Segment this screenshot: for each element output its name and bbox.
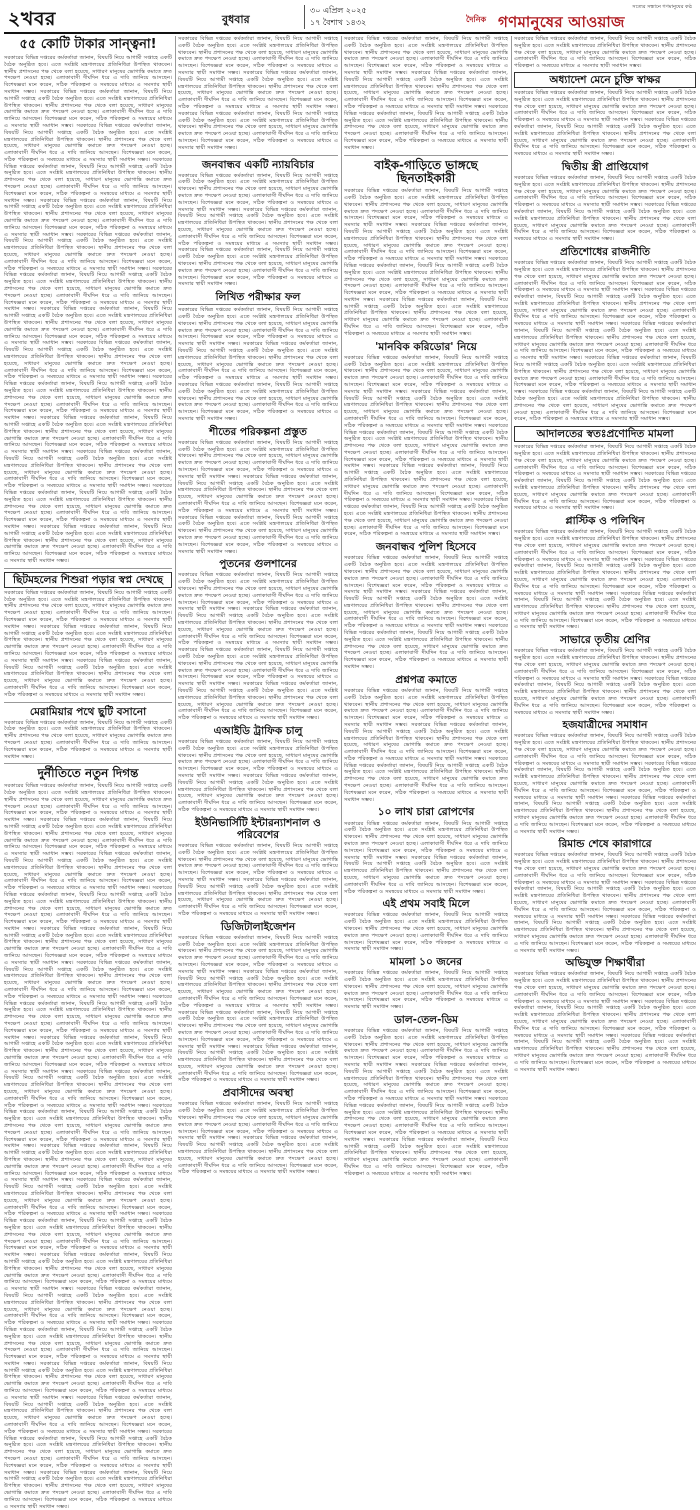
headline: আদালতের স্বতঃপ্রণোদিত মামলা [514,426,696,442]
article-body: সরকারের বিভিন্ন দপ্তরের কর্মকর্তারা জানান, বিষয়টি নিয়ে আগামী সপ্তাহে একটি বৈঠক অনুষ্ঠিত হবে। এতে সংশ্লিষ্ট মন্ত্রণালয়ের প্রতিনিধিরা উপস্থিত থাকবেন। স্থানীয় প্রশাসনের পক্ষ থেকে বলা হয়েছে, সাধারণ মানুষের ভোগান্তি কমাতে দ্রুত পদক্ষেপ নেওয়া হচ্ছে। এলাকাবাসী দীর্ঘদিন ধরে এ দাবি জানিয়ে আসছেন। বিশেষজ্ঞরা মনে করেন, সঠিক পরিকল্পনা ও সমন্বয়ের মাধ্যমে এ সমস্যার স্থায়ী সমাধান সম্ভব। সরকারের বিভিন্ন দপ্তরের কর্মকর্তারা জানান, বিষয়টি নিয়ে আগামী সপ্তাহে একটি বৈঠক অনুষ্ঠিত হবে। এতে সংশ্লিষ্ট মন্ত্রণালয়ের প্রতিনিধিরা উপস্থিত থাকবেন। স্থানীয় প্রশাসনের পক্ষ থেকে বলা হয়েছে, সাধারণ মানুষের ভোগান্তি কমাতে দ্রুত পদক্ষেপ নেওয়া হচ্ছে। এলাকাবাসী দীর্ঘদিন ধরে এ দাবি জানিয়ে আসছেন। বিশেষজ্ঞরা মনে করেন, সঠিক পরিকল্পনা ও সমন্বয়ের মাধ্যমে এ সমস্যার স্থায়ী সমাধান সম্ভব। সরকারের বিভিন্ন দপ্তরের কর্মকর্তারা জানান, বিষয়টি নিয়ে আগামী সপ্তাহে একটি বৈঠক অনুষ্ঠিত হবে। এতে সংশ্লিষ্ট মন্ত্রণালয়ের প্রতিনিধিরা উপস্থিত থাকবেন। স্থানীয় প্রশাসনের পক্ষ থেকে বলা হয়েছে, সাধারণ মানুষের ভোগান্তি কমাতে দ্রুত পদক্ষেপ নেওয়া হচ্ছে। এলাকাবাসী দীর্ঘদিন ধরে এ দাবি জানিয়ে আসছেন। বিশেষজ্ঞরা মনে করেন, সঠিক পরিকল্পনা ও সমন্বয়ের মাধ্যমে এ সমস্যার স্থায়ী সমাধান সম্ভব। সরকারের বিভিন্ন দপ্তরের কর্মকর্তারা জানান, বিষয়টি নিয়ে আগামী সপ্তাহে একটি বৈঠক অনুষ্ঠিত হবে। এতে সংশ্লিষ্ট মন্ত্রণালয়ের প্রতিনিধিরা উপস্থিত থাকবেন। স্থানীয় প্রশাসনের পক্ষ থেকে বলা হয়েছে, সাধারণ মানুষের ভোগান্তি কমাতে দ্রুত পদক্ষেপ নেওয়া হচ্ছে। এলাকাবাসী দীর্ঘদিন ধরে এ দাবি জানিয়ে আসছেন। বিশেষজ্ঞরা মনে করেন, সঠিক পরিকল্পনা ও সমন্বয়ের মাধ্যমে এ সমস্যার স্থায়ী সমাধান সম্ভব। [344,1028,508,1177]
divider [178,155,338,156]
article [514,161,696,243]
article-body: সরকারের বিভিন্ন দপ্তরের কর্মকর্তারা জানান, বিষয়টি নিয়ে আগামী সপ্তাহে একটি বৈঠক অনুষ্ঠিত হবে। এতে সংশ্লিষ্ট মন্ত্রণালয়ের প্রতিনিধিরা উপস্থিত থাকবেন। স্থানীয় প্রশাসনের পক্ষ থেকে বলা হয়েছে, সাধারণ মানুষের ভোগান্তি কমাতে দ্রুত পদক্ষেপ নেওয়া হচ্ছে। এলাকাবাসী দীর্ঘদিন ধরে এ দাবি জানিয়ে আসছেন। বিশেষজ্ঞরা মনে করেন, সঠিক পরিকল্পনা ও সমন্বয়ের মাধ্যমে এ সমস্যার স্থায়ী সমাধান সম্ভব। সরকারের বিভিন্ন দপ্তরের কর্মকর্তারা জানান, বিষয়টি নিয়ে আগামী সপ্তাহে একটি বৈঠক অনুষ্ঠিত হবে। এতে সংশ্লিষ্ট মন্ত্রণালয়ের প্রতিনিধিরা উপস্থিত থাকবেন। স্থানীয় প্রশাসনের পক্ষ থেকে বলা হয়েছে, সাধারণ মানুষের ভোগান্তি কমাতে দ্রুত পদক্ষেপ নেওয়া হচ্ছে। এলাকাবাসী দীর্ঘদিন ধরে এ দাবি জানিয়ে আসছেন। বিশেষজ্ঞরা মনে করেন, সঠিক পরিকল্পনা ও সমন্বয়ের মাধ্যমে এ সমস্যার স্থায়ী সমাধান সম্ভব। [514,444,696,512]
article [178,817,338,918]
article-body: সরকারের বিভিন্ন দপ্তরের কর্মকর্তারা জানান, বিষয়টি নিয়ে আগামী সপ্তাহে একটি বৈঠক অনুষ্ঠিত হবে। এতে সংশ্লিষ্ট মন্ত্রণালয়ের প্রতিনিধিরা উপস্থিত থাকবেন। স্থানীয় প্রশাসনের পক্ষ থেকে বলা হয়েছে, সাধারণ মানুষের ভোগান্তি কমাতে দ্রুত পদক্ষেপ নেওয়া হচ্ছে। এলাকাবাসী দীর্ঘদিন ধরে এ দাবি জানিয়ে আসছেন। বিশেষজ্ঞরা মনে করেন, সঠিক পরিকল্পনা ও সমন্বয়ের মাধ্যমে এ সমস্যার স্থায়ী সমাধান সম্ভব। সরকারের বিভিন্ন দপ্তরের কর্মকর্তারা জানান, বিষয়টি নিয়ে আগামী সপ্তাহে একটি বৈঠক অনুষ্ঠিত হবে। এতে সংশ্লিষ্ট মন্ত্রণালয়ের প্রতিনিধিরা উপস্থিত থাকবেন। স্থানীয় প্রশাসনের পক্ষ থেকে বলা হয়েছে, সাধারণ মানুষের ভোগান্তি কমাতে দ্রুত পদক্ষেপ নেওয়া হচ্ছে। এলাকাবাসী দীর্ঘদিন ধরে এ দাবি জানিয়ে আসছেন। বিশেষজ্ঞরা মনে করেন, সঠিক পরিকল্পনা ও সমন্বয়ের মাধ্যমে এ সমস্যার স্থায়ী সমাধান সম্ভব। সরকারের বিভিন্ন দপ্তরের কর্মকর্তারা জানান, বিষয়টি নিয়ে আগামী সপ্তাহে একটি বৈঠক অনুষ্ঠিত হবে। এতে সংশ্লিষ্ট মন্ত্রণালয়ের প্রতিনিধিরা উপস্থিত থাকবেন। স্থানীয় প্রশাসনের পক্ষ থেকে বলা হয়েছে, সাধারণ মানুষের ভোগান্তি কমাতে দ্রুত পদক্ষেপ নেওয়া হচ্ছে। এলাকাবাসী দীর্ঘদিন ধরে এ দাবি জানিয়ে আসছেন। বিশেষজ্ঞরা মনে করেন, সঠিক পরিকল্পনা ও সমন্বয়ের মাধ্যমে এ সমস্যার স্থায়ী সমাধান সম্ভব। সরকারের বিভিন্ন দপ্তরের কর্মকর্তারা জানান, বিষয়টি নিয়ে আগামী সপ্তাহে একটি বৈঠক অনুষ্ঠিত হবে। এতে সংশ্লিষ্ট মন্ত্রণালয়ের প্রতিনিধিরা উপস্থিত থাকবেন। স্থানীয় প্রশাসনের পক্ষ থেকে বলা হয়েছে, সাধারণ মানুষের ভোগান্তি কমাতে দ্রুত পদক্ষেপ নেওয়া হচ্ছে। এলাকাবাসী দীর্ঘদিন ধরে এ দাবি জানিয়ে আসছেন। বিশেষজ্ঞরা মনে করেন, সঠিক পরিকল্পনা ও সমন্বয়ের মাধ্যমে এ সমস্যার স্থায়ী সমাধান সম্ভব। [344,188,508,337]
article [514,838,696,954]
date-bangla: ১৭ বৈশাখ ১৪৩২ [310,18,367,27]
logo-name: গণমানুষের আওয়াজ [498,13,625,31]
column-rule [175,36,176,904]
article [344,341,508,539]
headline: মেরামিয়ার পথে ছুটি বসানো [29,705,147,718]
article-body: সরকারের বিভিন্ন দপ্তরের কর্মকর্তারা জানান, বিষয়টি নিয়ে আগামী সপ্তাহে একটি বৈঠক অনুষ্ঠিত হবে। এতে সংশ্লিষ্ট মন্ত্রণালয়ের প্রতিনিধিরা উপস্থিত থাকবেন। স্থানীয় প্রশাসনের পক্ষ থেকে বলা হয়েছে, সাধারণ মানুষের ভোগান্তি কমাতে দ্রুত পদক্ষেপ নেওয়া হচ্ছে। এলাকাবাসী দীর্ঘদিন ধরে এ দাবি জানিয়ে আসছেন। বিশেষজ্ঞরা মনে করেন, সঠিক পরিকল্পনা ও সমন্বয়ের মাধ্যমে এ সমস্যার স্থায়ী সমাধান সম্ভব। সরকারের বিভিন্ন দপ্তরের কর্মকর্তারা জানান, বিষয়টি নিয়ে আগামী সপ্তাহে একটি বৈঠক অনুষ্ঠিত হবে। এতে সংশ্লিষ্ট মন্ত্রণালয়ের প্রতিনিধিরা উপস্থিত থাকবেন। স্থানীয় প্রশাসনের পক্ষ থেকে বলা হয়েছে, সাধারণ মানুষের ভোগান্তি কমাতে দ্রুত পদক্ষেপ নেওয়া হচ্ছে। এলাকাবাসী দীর্ঘদিন ধরে এ দাবি জানিয়ে আসছেন। বিশেষজ্ঞরা মনে করেন, সঠিক পরিকল্পনা ও সমন্বয়ের মাধ্যমে এ সমস্যার স্থায়ী সমাধান সম্ভব। [178,1101,338,1176]
headline: ডিজিটালাইজেশন [220,920,296,933]
date-block [304,5,367,29]
divider [4,568,172,569]
article [178,159,338,289]
article-body: সরকারের বিভিন্ন দপ্তরের কর্মকর্তারা জানান, বিষয়টি নিয়ে আগামী সপ্তাহে একটি বৈঠক অনুষ্ঠিত হবে। এতে সংশ্লিষ্ট মন্ত্রণালয়ের প্রতিনিধিরা উপস্থিত থাকবেন। স্থানীয় প্রশাসনের পক্ষ থেকে বলা হয়েছে, সাধারণ মানুষের ভোগান্তি কমাতে দ্রুত পদক্ষেপ নেওয়া হচ্ছে। এলাকাবাসী দীর্ঘদিন ধরে এ দাবি জানিয়ে আসছেন। বিশেষজ্ঞরা মনে করেন, সঠিক পরিকল্পনা ও সমন্বয়ের মাধ্যমে এ সমস্যার স্থায়ী সমাধান সম্ভব। সরকারের বিভিন্ন দপ্তরের কর্মকর্তারা জানান, বিষয়টি নিয়ে আগামী সপ্তাহে একটি বৈঠক অনুষ্ঠিত হবে। এতে সংশ্লিষ্ট মন্ত্রণালয়ের প্রতিনিধিরা উপস্থিত থাকবেন। স্থানীয় প্রশাসনের পক্ষ থেকে বলা হয়েছে, সাধারণ মানুষের ভোগান্তি কমাতে দ্রুত পদক্ষেপ নেওয়া হচ্ছে। এলাকাবাসী দীর্ঘদিন ধরে এ দাবি জানিয়ে আসছেন। বিশেষজ্ঞরা মনে করেন, সঠিক পরিকল্পনা ও সমন্বয়ের মাধ্যমে এ সমস্যার স্থায়ী সমাধান সম্ভব। সরকারের বিভিন্ন দপ্তরের কর্মকর্তারা জানান, বিষয়টি নিয়ে আগামী সপ্তাহে একটি বৈঠক অনুষ্ঠিত হবে। এতে সংশ্লিষ্ট মন্ত্রণালয়ের প্রতিনিধিরা উপস্থিত থাকবেন। স্থানীয় প্রশাসনের পক্ষ থেকে বলা হয়েছে, সাধারণ মানুষের ভোগান্তি কমাতে দ্রুত পদক্ষেপ নেওয়া হচ্ছে। এলাকাবাসী দীর্ঘদিন ধরে এ দাবি জানিয়ে আসছেন। বিশেষজ্ঞরা মনে করেন, সঠিক পরিকল্পনা ও সমন্বয়ের মাধ্যমে এ সমস্যার স্থায়ী সমাধান সম্ভব। [514,852,696,954]
article-body: সরকারের বিভিন্ন দপ্তরের কর্মকর্তারা জানান, বিষয়টি নিয়ে আগামী সপ্তাহে একটি বৈঠক অনুষ্ঠিত হবে। এতে সংশ্লিষ্ট মন্ত্রণালয়ের প্রতিনিধিরা উপস্থিত থাকবেন। স্থানীয় প্রশাসনের পক্ষ থেকে বলা হয়েছে, সাধারণ মানুষের ভোগান্তি কমাতে দ্রুত পদক্ষেপ নেওয়া হচ্ছে। এলাকাবাসী দীর্ঘদিন ধরে এ দাবি জানিয়ে আসছেন। বিশেষজ্ঞরা মনে করেন, সঠিক পরিকল্পনা ও সমন্বয়ের মাধ্যমে এ সমস্যার স্থায়ী সমাধান সম্ভব। সরকারের বিভিন্ন দপ্তরের কর্মকর্তারা জানান, বিষয়টি নিয়ে আগামী সপ্তাহে একটি বৈঠক অনুষ্ঠিত হবে। এতে সংশ্লিষ্ট মন্ত্রণালয়ের প্রতিনিধিরা উপস্থিত থাকবেন। স্থানীয় প্রশাসনের পক্ষ থেকে বলা হয়েছে, সাধারণ মানুষের ভোগান্তি কমাতে দ্রুত পদক্ষেপ নেওয়া হচ্ছে। এলাকাবাসী দীর্ঘদিন ধরে এ দাবি জানিয়ে আসছেন। বিশেষজ্ঞরা মনে করেন, সঠিক পরিকল্পনা ও সমন্বয়ের মাধ্যমে এ সমস্যার স্থায়ী সমাধান সম্ভব। [344,820,508,895]
article-body: সরকারের বিভিন্ন দপ্তরের কর্মকর্তারা জানান, বিষয়টি নিয়ে আগামী সপ্তাহে একটি বৈঠক অনুষ্ঠিত হবে। এতে সংশ্লিষ্ট মন্ত্রণালয়ের প্রতিনিধিরা উপস্থিত থাকবেন। স্থানীয় প্রশাসনের পক্ষ থেকে বলা হয়েছে, সাধারণ মানুষের ভোগান্তি কমাতে দ্রুত পদক্ষেপ নেওয়া হচ্ছে। এলাকাবাসী দীর্ঘদিন ধরে এ দাবি জানিয়ে আসছেন। বিশেষজ্ঞরা মনে করেন, সঠিক পরিকল্পনা ও সমন্বয়ের মাধ্যমে এ সমস্যার স্থায়ী সমাধান সম্ভব। সরকারের বিভিন্ন দপ্তরের কর্মকর্তারা জানান, বিষয়টি নিয়ে আগামী সপ্তাহে একটি বৈঠক অনুষ্ঠিত হবে। এতে সংশ্লিষ্ট মন্ত্রণালয়ের প্রতিনিধিরা উপস্থিত থাকবেন। স্থানীয় প্রশাসনের পক্ষ থেকে বলা হয়েছে, সাধারণ মানুষের ভোগান্তি কমাতে দ্রুত পদক্ষেপ নেওয়া হচ্ছে। এলাকাবাসী দীর্ঘদিন ধরে এ দাবি জানিয়ে আসছেন। বিশেষজ্ঞরা মনে করেন, সঠিক পরিকল্পনা ও সমন্বয়ের মাধ্যমে এ সমস্যার স্থায়ী সমাধান সম্ভব। সরকারের বিভিন্ন দপ্তরের কর্মকর্তারা জানান, বিষয়টি নিয়ে আগামী সপ্তাহে একটি বৈঠক অনুষ্ঠিত হবে। এতে সংশ্লিষ্ট মন্ত্রণালয়ের প্রতিনিধিরা উপস্থিত থাকবেন। স্থানীয় প্রশাসনের পক্ষ থেকে বলা হয়েছে, সাধারণ মানুষের ভোগান্তি কমাতে দ্রুত পদক্ষেপ নেওয়া হচ্ছে। এলাকাবাসী দীর্ঘদিন ধরে এ দাবি জানিয়ে আসছেন। বিশেষজ্ঞরা মনে করেন, সঠিক পরিকল্পনা ও সমন্বয়ের মাধ্যমে এ সমস্যার স্থায়ী সমাধান সম্ভব। সরকারের বিভিন্ন দপ্তরের কর্মকর্তারা জানান, বিষয়টি নিয়ে আগামী সপ্তাহে একটি বৈঠক অনুষ্ঠিত হবে। এতে সংশ্লিষ্ট মন্ত্রণালয়ের প্রতিনিধিরা উপস্থিত থাকবেন। স্থানীয় প্রশাসনের পক্ষ থেকে বলা হয়েছে, সাধারণ মানুষের ভোগান্তি কমাতে দ্রুত পদক্ষেপ নেওয়া হচ্ছে। এলাকাবাসী দীর্ঘদিন ধরে এ দাবি জানিয়ে আসছেন। বিশেষজ্ঞরা মনে করেন, সঠিক পরিকল্পনা ও সমন্বয়ের মাধ্যমে এ সমস্যার স্থায়ী সমাধান সম্ভব। [178,572,338,722]
article [514,719,696,835]
headline: ছিটমহলের শিশুরা পড়ার স্বপ্ন দেখছে [4,572,172,588]
masthead [4,2,696,34]
article [4,38,172,565]
article [4,706,172,761]
article-body: সরকারের বিভিন্ন দপ্তরের কর্মকর্তারা জানান, বিষয়টি নিয়ে আগামী সপ্তাহে একটি বৈঠক অনুষ্ঠিত হবে। এতে সংশ্লিষ্ট মন্ত্রণালয়ের প্রতিনিধিরা উপস্থিত থাকবেন। স্থানীয় প্রশাসনের পক্ষ থেকে বলা হয়েছে, সাধারণ মানুষের ভোগান্তি কমাতে দ্রুত পদক্ষেপ নেওয়া হচ্ছে। এলাকাবাসী দীর্ঘদিন ধরে এ দাবি জানিয়ে আসছেন। বিশেষজ্ঞরা মনে করেন, সঠিক পরিকল্পনা ও সমন্বয়ের মাধ্যমে এ সমস্যার স্থায়ী সমাধান সম্ভব। সরকারের বিভিন্ন দপ্তরের কর্মকর্তারা জানান, বিষয়টি নিয়ে আগামী সপ্তাহে একটি বৈঠক অনুষ্ঠিত হবে। এতে সংশ্লিষ্ট মন্ত্রণালয়ের প্রতিনিধিরা উপস্থিত থাকবেন। স্থানীয় প্রশাসনের পক্ষ থেকে বলা হয়েছে, সাধারণ মানুষের ভোগান্তি কমাতে দ্রুত পদক্ষেপ নেওয়া হচ্ছে। এলাকাবাসী দীর্ঘদিন ধরে এ দাবি জানিয়ে আসছেন। বিশেষজ্ঞরা মনে করেন, সঠিক পরিকল্পনা ও সমন্বয়ের মাধ্যমে এ সমস্যার স্থায়ী সমাধান সম্ভব। সরকারের বিভিন্ন দপ্তরের কর্মকর্তারা জানান, বিষয়টি নিয়ে আগামী সপ্তাহে একটি বৈঠক অনুষ্ঠিত হবে। এতে সংশ্লিষ্ট মন্ত্রণালয়ের প্রতিনিধিরা উপস্থিত থাকবেন। স্থানীয় প্রশাসনের পক্ষ থেকে বলা হয়েছে, সাধারণ মানুষের ভোগান্তি কমাতে দ্রুত পদক্ষেপ নেওয়া হচ্ছে। এলাকাবাসী দীর্ঘদিন ধরে এ দাবি জানিয়ে আসছেন। বিশেষজ্ঞরা মনে করেন, সঠিক পরিকল্পনা ও সমন্বয়ের মাধ্যমে এ সমস্যার স্থায়ী সমাধান সম্ভব। [4,589,172,698]
article [178,291,338,423]
column-rule [341,36,342,904]
column-3 [344,36,508,1177]
article-body: সরকারের বিভিন্ন দপ্তরের কর্মকর্তারা জানান, বিষয়টি নিয়ে আগামী সপ্তাহে একটি বৈঠক অনুষ্ঠিত হবে। এতে সংশ্লিষ্ট মন্ত্রণালয়ের প্রতিনিধিরা উপস্থিত থাকবেন। স্থানীয় প্রশাসনের পক্ষ থেকে বলা হয়েছে, সাধারণ মানুষের ভোগান্তি কমাতে দ্রুত পদক্ষেপ নেওয়া হচ্ছে। এলাকাবাসী দীর্ঘদিন ধরে এ দাবি জানিয়ে আসছেন। বিশেষজ্ঞরা মনে করেন, সঠিক পরিকল্পনা ও সমন্বয়ের মাধ্যমে এ সমস্যার স্থায়ী সমাধান সম্ভব। সরকারের বিভিন্ন দপ্তরের কর্মকর্তারা জানান, বিষয়টি নিয়ে আগামী সপ্তাহে একটি বৈঠক অনুষ্ঠিত হবে। এতে সংশ্লিষ্ট মন্ত্রণালয়ের প্রতিনিধিরা উপস্থিত থাকবেন। স্থানীয় প্রশাসনের পক্ষ থেকে বলা হয়েছে, সাধারণ মানুষের ভোগান্তি কমাতে দ্রুত পদক্ষেপ নেওয়া হচ্ছে। এলাকাবাসী দীর্ঘদিন ধরে এ দাবি জানিয়ে আসছেন। বিশেষজ্ঞরা মনে করেন, সঠিক পরিকল্পনা ও সমন্বয়ের মাধ্যমে এ সমস্যার স্থায়ী সমাধান সম্ভব। সরকারের বিভিন্ন দপ্তরের কর্মকর্তারা জানান, বিষয়টি নিয়ে আগামী সপ্তাহে একটি বৈঠক অনুষ্ঠিত হবে। এতে সংশ্লিষ্ট মন্ত্রণালয়ের প্রতিনিধিরা উপস্থিত থাকবেন। স্থানীয় প্রশাসনের পক্ষ থেকে বলা হয়েছে, সাধারণ মানুষের ভোগান্তি কমাতে দ্রুত পদক্ষেপ নেওয়া হচ্ছে। এলাকাবাসী দীর্ঘদিন ধরে এ দাবি জানিয়ে আসছেন। বিশেষজ্ঞরা মনে করেন, সঠিক পরিকল্পনা ও সমন্বয়ের মাধ্যমে এ সমস্যার স্থায়ী সমাধান সম্ভব। সরকারের বিভিন্ন দপ্তরের কর্মকর্তারা জানান, বিষয়টি নিয়ে আগামী সপ্তাহে একটি বৈঠক অনুষ্ঠিত হবে। এতে সংশ্লিষ্ট মন্ত্রণালয়ের প্রতিনিধিরা উপস্থিত থাকবেন। স্থানীয় প্রশাসনের পক্ষ থেকে বলা হয়েছে, সাধারণ মানুষের ভোগান্তি কমাতে দ্রুত পদক্ষেপ নেওয়া হচ্ছে। এলাকাবাসী দীর্ঘদিন ধরে এ দাবি জানিয়ে আসছেন। বিশেষজ্ঞরা মনে করেন, সঠিক পরিকল্পনা ও সমন্বয়ের মাধ্যমে এ সমস্যার স্থায়ী সমাধান সম্ভব। সরকারের বিভিন্ন দপ্তরের কর্মকর্তারা জানান, বিষয়টি নিয়ে আগামী সপ্তাহে একটি বৈঠক অনুষ্ঠিত হবে। এতে সংশ্লিষ্ট মন্ত্রণালয়ের প্রতিনিধিরা উপস্থিত থাকবেন। স্থানীয় প্রশাসনের পক্ষ থেকে বলা হয়েছে, সাধারণ মানুষের ভোগান্তি কমাতে দ্রুত পদক্ষেপ নেওয়া হচ্ছে। এলাকাবাসী দীর্ঘদিন ধরে এ দাবি জানিয়ে আসছেন। বিশেষজ্ঞরা মনে করেন, সঠিক পরিকল্পনা ও সমন্বয়ের মাধ্যমে এ সমস্যার স্থায়ী সমাধান সম্ভব। সরকারের বিভিন্ন দপ্তরের কর্মকর্তারা জানান, বিষয়টি নিয়ে আগামী সপ্তাহে একটি বৈঠক অনুষ্ঠিত হবে। এতে সংশ্লিষ্ট মন্ত্রণালয়ের প্রতিনিধিরা উপস্থিত থাকবেন। স্থানীয় প্রশাসনের পক্ষ থেকে বলা হয়েছে, সাধারণ মানুষের ভোগান্তি কমাতে দ্রুত পদক্ষেপ নেওয়া হচ্ছে। এলাকাবাসী দীর্ঘদিন ধরে এ দাবি জানিয়ে আসছেন। বিশেষজ্ঞরা মনে করেন, সঠিক পরিকল্পনা ও সমন্বয়ের মাধ্যমে এ সমস্যার স্থায়ী সমাধান সম্ভব। সরকারের বিভিন্ন দপ্তরের কর্মকর্তারা জানান, বিষয়টি নিয়ে আগামী সপ্তাহে একটি বৈঠক অনুষ্ঠিত হবে। এতে সংশ্লিষ্ট মন্ত্রণালয়ের প্রতিনিধিরা উপস্থিত থাকবেন। স্থানীয় প্রশাসনের পক্ষ থেকে বলা হয়েছে, সাধারণ মানুষের ভোগান্তি কমাতে দ্রুত পদক্ষেপ নেওয়া হচ্ছে। এলাকাবাসী দীর্ঘদিন ধরে এ দাবি জানিয়ে আসছেন। বিশেষজ্ঞরা মনে করেন, সঠিক পরিকল্পনা ও সমন্বয়ের মাধ্যমে এ সমস্যার স্থায়ী সমাধান সম্ভব। সরকারের বিভিন্ন দপ্তরের কর্মকর্তারা জানান, বিষয়টি নিয়ে আগামী সপ্তাহে একটি বৈঠক অনুষ্ঠিত হবে। এতে সংশ্লিষ্ট মন্ত্রণালয়ের প্রতিনিধিরা উপস্থিত থাকবেন। স্থানীয় প্রশাসনের পক্ষ থেকে বলা হয়েছে, সাধারণ মানুষের ভোগান্তি কমাতে দ্রুত পদক্ষেপ নেওয়া হচ্ছে। এলাকাবাসী দীর্ঘদিন ধরে এ দাবি জানিয়ে আসছেন। বিশেষজ্ঞরা মনে করেন, সঠিক পরিকল্পনা ও সমন্বয়ের মাধ্যমে এ সমস্যার স্থায়ী সমাধান সম্ভব। সরকারের বিভিন্ন দপ্তরের কর্মকর্তারা জানান, বিষয়টি নিয়ে আগামী সপ্তাহে একটি বৈঠক অনুষ্ঠিত হবে। এতে সংশ্লিষ্ট মন্ত্রণালয়ের প্রতিনিধিরা উপস্থিত থাকবেন। স্থানীয় প্রশাসনের পক্ষ থেকে বলা হয়েছে, সাধারণ মানুষের ভোগান্তি কমাতে দ্রুত পদক্ষেপ নেওয়া হচ্ছে। এলাকাবাসী দীর্ঘদিন ধরে এ দাবি জানিয়ে আসছেন। বিশেষজ্ঞরা মনে করেন, সঠিক পরিকল্পনা ও সমন্বয়ের মাধ্যমে এ সমস্যার স্থায়ী সমাধান সম্ভব। সরকারের বিভিন্ন দপ্তরের কর্মকর্তারা জানান, বিষয়টি নিয়ে আগামী সপ্তাহে একটি বৈঠক অনুষ্ঠিত হবে। এতে সংশ্লিষ্ট মন্ত্রণালয়ের প্রতিনিধিরা উপস্থিত থাকবেন। স্থানীয় প্রশাসনের পক্ষ থেকে বলা হয়েছে, সাধারণ মানুষের ভোগান্তি কমাতে দ্রুত পদক্ষেপ নেওয়া হচ্ছে। এলাকাবাসী দীর্ঘদিন ধরে এ দাবি জানিয়ে আসছেন। বিশেষজ্ঞরা মনে করেন, সঠিক পরিকল্পনা ও সমন্বয়ের মাধ্যমে এ সমস্যার স্থায়ী সমাধান সম্ভব। সরকারের বিভিন্ন দপ্তরের কর্মকর্তারা জানান, বিষয়টি নিয়ে আগামী সপ্তাহে একটি বৈঠক অনুষ্ঠিত হবে। এতে সংশ্লিষ্ট মন্ত্রণালয়ের প্রতিনিধিরা উপস্থিত থাকবেন। স্থানীয় প্রশাসনের পক্ষ থেকে বলা হয়েছে, সাধারণ মানুষের ভোগান্তি কমাতে দ্রুত পদক্ষেপ নেওয়া হচ্ছে। এলাকাবাসী দীর্ঘদিন ধরে এ দাবি জানিয়ে আসছেন। বিশেষজ্ঞরা মনে করেন, সঠিক পরিকল্পনা ও সমন্বয়ের মাধ্যমে এ সমস্যার স্থায়ী সমাধান সম্ভব। সরকারের বিভিন্ন দপ্তরের কর্মকর্তারা জানান, বিষয়টি নিয়ে আগামী সপ্তাহে একটি বৈঠক অনুষ্ঠিত হবে। এতে সংশ্লিষ্ট মন্ত্রণালয়ের প্রতিনিধিরা উপস্থিত থাকবেন। স্থানীয় প্রশাসনের পক্ষ থেকে বলা হয়েছে, সাধারণ মানুষের ভোগান্তি কমাতে দ্রুত পদক্ষেপ নেওয়া হচ্ছে। এলাকাবাসী দীর্ঘদিন ধরে এ দাবি জানিয়ে আসছেন। বিশেষজ্ঞরা মনে করেন, সঠিক পরিকল্পনা ও সমন্বয়ের মাধ্যমে এ সমস্যার স্থায়ী সমাধান সম্ভব। সরকারের বিভিন্ন দপ্তরের কর্মকর্তারা জানান, বিষয়টি নিয়ে আগামী সপ্তাহে একটি বৈঠক অনুষ্ঠিত হবে। এতে সংশ্লিষ্ট মন্ত্রণালয়ের প্রতিনিধিরা উপস্থিত থাকবেন। স্থানীয় প্রশাসনের পক্ষ থেকে বলা হয়েছে, সাধারণ মানুষের ভোগান্তি কমাতে দ্রুত পদক্ষেপ নেওয়া হচ্ছে। এলাকাবাসী দীর্ঘদিন ধরে এ দাবি জানিয়ে আসছেন। বিশেষজ্ঞরা মনে করেন, সঠিক পরিকল্পনা ও সমন্বয়ের মাধ্যমে এ সমস্যার স্থায়ী সমাধান সম্ভব। সরকারের বিভিন্ন দপ্তরের কর্মকর্তারা জানান, বিষয়টি নিয়ে আগামী সপ্তাহে একটি বৈঠক অনুষ্ঠিত হবে। এতে সংশ্লিষ্ট মন্ত্রণালয়ের প্রতিনিধিরা উপস্থিত থাকবেন। স্থানীয় প্রশাসনের পক্ষ থেকে বলা হয়েছে, সাধারণ মানুষের ভোগান্তি কমাতে দ্রুত পদক্ষেপ নেওয়া হচ্ছে। এলাকাবাসী দীর্ঘদিন ধরে এ দাবি জানিয়ে আসছেন। বিশেষজ্ঞরা মনে করেন, সঠিক পরিকল্পনা ও সমন্বয়ের মাধ্যমে এ সমস্যার স্থায়ী সমাধান সম্ভব। সরকারের বিভিন্ন দপ্তরের কর্মকর্তারা জানান, বিষয়টি নিয়ে আগামী সপ্তাহে একটি বৈঠক অনুষ্ঠিত হবে। এতে সংশ্লিষ্ট মন্ত্রণালয়ের প্রতিনিধিরা উপস্থিত থাকবেন। স্থানীয় প্রশাসনের পক্ষ থেকে বলা হয়েছে, সাধারণ মানুষের ভোগান্তি কমাতে দ্রুত পদক্ষেপ নেওয়া হচ্ছে। এলাকাবাসী দীর্ঘদিন ধরে এ দাবি জানিয়ে আসছেন। বিশেষজ্ঞরা মনে করেন, সঠিক পরিকল্পনা ও সমন্বয়ের মাধ্যমে এ সমস্যার স্থায়ী সমাধান সম্ভব। সরকারের বিভিন্ন দপ্তরের কর্মকর্তারা জানান, বিষয়টি নিয়ে আগামী সপ্তাহে একটি বৈঠক অনুষ্ঠিত হবে। এতে সংশ্লিষ্ট মন্ত্রণালয়ের প্রতিনিধিরা উপস্থিত থাকবেন। স্থানীয় প্রশাসনের পক্ষ থেকে বলা হয়েছে, সাধারণ মানুষের ভোগান্তি কমাতে দ্রুত পদক্ষেপ নেওয়া হচ্ছে। এলাকাবাসী দীর্ঘদিন ধরে এ দাবি জানিয়ে আসছেন। বিশেষজ্ঞরা মনে করেন, সঠিক পরিকল্পনা ও সমন্বয়ের মাধ্যমে এ সমস্যার স্থায়ী সমাধান সম্ভব। সরকারের বিভিন্ন দপ্তরের কর্মকর্তারা জানান, বিষয়টি নিয়ে আগামী সপ্তাহে একটি বৈঠক অনুষ্ঠিত হবে। এতে সংশ্লিষ্ট মন্ত্রণালয়ের প্রতিনিধিরা উপস্থিত থাকবেন। স্থানীয় প্রশাসনের পক্ষ থেকে বলা হয়েছে, সাধারণ মানুষের ভোগান্তি কমাতে দ্রুত পদক্ষেপ নেওয়া হচ্ছে। এলাকাবাসী দীর্ঘদিন ধরে এ দাবি জানিয়ে আসছেন। বিশেষজ্ঞরা মনে করেন, সঠিক পরিকল্পনা ও সমন্বয়ের মাধ্যমে এ সমস্যার স্থায়ী সমাধান সম্ভব। সরকারের বিভিন্ন দপ্তরের কর্মকর্তারা জানান, বিষয়টি নিয়ে আগামী সপ্তাহে একটি বৈঠক অনুষ্ঠিত হবে। এতে সংশ্লিষ্ট মন্ত্রণালয়ের প্রতিনিধিরা উপস্থিত থাকবেন। স্থানীয় প্রশাসনের পক্ষ থেকে বলা হয়েছে, সাধারণ মানুষের ভোগান্তি কমাতে দ্রুত পদক্ষেপ নেওয়া হচ্ছে। এলাকাবাসী দীর্ঘদিন ধরে এ দাবি জানিয়ে আসছেন। বিশেষজ্ঞরা মনে করেন, সঠিক পরিকল্পনা ও সমন্বয়ের মাধ্যমে এ সমস্যার স্থায়ী সমাধান সম্ভব। সরকারের বিভিন্ন দপ্তরের কর্মকর্তারা জানান, বিষয়টি নিয়ে আগামী সপ্তাহে একটি বৈঠক অনুষ্ঠিত হবে। এতে সংশ্লিষ্ট মন্ত্রণালয়ের প্রতিনিধিরা উপস্থিত থাকবেন। স্থানীয় প্রশাসনের পক্ষ থেকে বলা হয়েছে, সাধারণ মানুষের ভোগান্তি কমাতে দ্রুত পদক্ষেপ নেওয়া হচ্ছে। এলাকাবাসী দীর্ঘদিন ধরে এ দাবি জানিয়ে আসছেন। বিশেষজ্ঞরা মনে করেন, সঠিক পরিকল্পনা ও সমন্বয়ের মাধ্যমে এ সমস্যার স্থায়ী সমাধান সম্ভব। সরকারের বিভিন্ন দপ্তরের কর্মকর্তারা জানান, বিষয়টি নিয়ে আগামী সপ্তাহে একটি বৈঠক অনুষ্ঠিত হবে। এতে সংশ্লিষ্ট মন্ত্রণালয়ের প্রতিনিধিরা উপস্থিত থাকবেন। স্থানীয় প্রশাসনের পক্ষ থেকে বলা হয়েছে, সাধারণ মানুষের ভোগান্তি কমাতে দ্রুত পদক্ষেপ নেওয়া হচ্ছে। এলাকাবাসী দীর্ঘদিন ধরে এ দাবি জানিয়ে আসছেন। বিশেষজ্ঞরা মনে করেন, সঠিক পরিকল্পনা ও সমন্বয়ের মাধ্যমে এ সমস্যার স্থায়ী সমাধান সম্ভব। [4,783,172,1510]
headline: ৫৫ কোটি টাকার সান্ত্বনা! [19,37,157,52]
headline: প্রতিশোধের রাজনীতি [559,246,651,259]
headline: জনবান্ধব একটি ন্যায়বিচার [202,158,314,171]
column-2 [178,36,338,1176]
divider [4,702,172,703]
article-body: সরকারের বিভিন্ন দপ্তরের কর্মকর্তারা জানান, বিষয়টি নিয়ে আগামী সপ্তাহে একটি বৈঠক অনুষ্ঠিত হবে। এতে সংশ্লিষ্ট মন্ত্রণালয়ের প্রতিনিধিরা উপস্থিত থাকবেন। স্থানীয় প্রশাসনের পক্ষ থেকে বলা হয়েছে, সাধারণ মানুষের ভোগান্তি কমাতে দ্রুত পদক্ষেপ নেওয়া হচ্ছে। এলাকাবাসী দীর্ঘদিন ধরে এ দাবি জানিয়ে আসছেন। বিশেষজ্ঞরা মনে করেন, সঠিক পরিকল্পনা ও সমন্বয়ের মাধ্যমে এ সমস্যার স্থায়ী সমাধান সম্ভব। সরকারের বিভিন্ন দপ্তরের কর্মকর্তারা জানান, বিষয়টি নিয়ে আগামী সপ্তাহে একটি বৈঠক অনুষ্ঠিত হবে। এতে সংশ্লিষ্ট মন্ত্রণালয়ের প্রতিনিধিরা উপস্থিত থাকবেন। স্থানীয় প্রশাসনের পক্ষ থেকে বলা হয়েছে, সাধারণ মানুষের ভোগান্তি কমাতে দ্রুত পদক্ষেপ নেওয়া হচ্ছে। এলাকাবাসী দীর্ঘদিন ধরে এ দাবি জানিয়ে আসছেন। বিশেষজ্ঞরা মনে করেন, সঠিক পরিকল্পনা ও সমন্বয়ের মাধ্যমে এ সমস্যার স্থায়ী সমাধান সম্ভব। [178,739,338,813]
article [344,159,508,338]
headline: মামলা ১০ জনের [389,956,463,969]
headline: 'মানবিক করিডোর' নিয়ে [375,340,477,353]
article [344,541,508,671]
logo-tagline: সত্যের সন্ধানে গণমানুষের কণ্ঠ [632,4,692,10]
column-4 [514,36,696,1073]
article-body: সরকারের বিভিন্ন দপ্তরের কর্মকর্তারা জানান, বিষয়টি নিয়ে আগামী সপ্তাহে একটি বৈঠক অনুষ্ঠিত হবে। এতে সংশ্লিষ্ট মন্ত্রণালয়ের প্রতিনিধিরা উপস্থিত থাকবেন। স্থানীয় প্রশাসনের পক্ষ থেকে বলা হয়েছে, সাধারণ মানুষের ভোগান্তি কমাতে দ্রুত পদক্ষেপ নেওয়া হচ্ছে। এলাকাবাসী দীর্ঘদিন ধরে এ দাবি জানিয়ে আসছেন। বিশেষজ্ঞরা মনে করেন, সঠিক পরিকল্পনা ও সমন্বয়ের মাধ্যমে এ সমস্যার স্থায়ী সমাধান সম্ভব। [4,719,172,760]
headline: বাইক-গাড়িতে ভাঙ্গছে ছিনতাইকারী [374,157,478,186]
headline: এআইডি ট্রাফিক চালু [213,724,303,737]
headline: জনবান্ধব পুলিশ হিসেবে [376,541,476,554]
headline: প্লাস্টিক ও পলিথিন [565,515,645,528]
article-body: সরকারের বিভিন্ন দপ্তরের কর্মকর্তারা জানান, বিষয়টি নিয়ে আগামী সপ্তাহে একটি বৈঠক অনুষ্ঠিত হবে। এতে সংশ্লিষ্ট মন্ত্রণালয়ের প্রতিনিধিরা উপস্থিত থাকবেন। স্থানীয় প্রশাসনের পক্ষ থেকে বলা হয়েছে, সাধারণ মানুষের ভোগান্তি কমাতে দ্রুত পদক্ষেপ নেওয়া হচ্ছে। এলাকাবাসী দীর্ঘদিন ধরে এ দাবি জানিয়ে আসছেন। বিশেষজ্ঞরা মনে করেন, সঠিক পরিকল্পনা ও সমন্বয়ের মাধ্যমে এ সমস্যার স্থায়ী সমাধান সম্ভব। [344,912,508,953]
article-body: সরকারের বিভিন্ন দপ্তরের কর্মকর্তারা জানান, বিষয়টি নিয়ে আগামী সপ্তাহে একটি বৈঠক অনুষ্ঠিত হবে। এতে সংশ্লিষ্ট মন্ত্রণালয়ের প্রতিনিধিরা উপস্থিত থাকবেন। স্থানীয় প্রশাসনের পক্ষ থেকে বলা হয়েছে, সাধারণ মানুষের ভোগান্তি কমাতে দ্রুত পদক্ষেপ নেওয়া হচ্ছে। এলাকাবাসী দীর্ঘদিন ধরে এ দাবি জানিয়ে আসছেন। বিশেষজ্ঞরা মনে করেন, সঠিক পরিকল্পনা ও সমন্বয়ের মাধ্যমে এ সমস্যার স্থায়ী সমাধান সম্ভব। সরকারের বিভিন্ন দপ্তরের কর্মকর্তারা জানান, বিষয়টি নিয়ে আগামী সপ্তাহে একটি বৈঠক অনুষ্ঠিত হবে। এতে সংশ্লিষ্ট মন্ত্রণালয়ের প্রতিনিধিরা উপস্থিত থাকবেন। স্থানীয় প্রশাসনের পক্ষ থেকে বলা হয়েছে, সাধারণ মানুষের ভোগান্তি কমাতে দ্রুত পদক্ষেপ নেওয়া হচ্ছে। এলাকাবাসী দীর্ঘদিন ধরে এ দাবি জানিয়ে আসছেন। বিশেষজ্ঞরা মনে করেন, সঠিক পরিকল্পনা ও সমন্বয়ের মাধ্যমে এ সমস্যার স্থায়ী সমাধান সম্ভব। [514,648,696,716]
headline: ইউনিভার্সিটি ইন্টারন্যাশনাল ও পরিবেশের [195,816,321,841]
article-body: সরকারের বিভিন্ন দপ্তরের কর্মকর্তারা জানান, বিষয়টি নিয়ে আগামী সপ্তাহে একটি বৈঠক অনুষ্ঠিত হবে। এতে সংশ্লিষ্ট মন্ত্রণালয়ের প্রতিনিধিরা উপস্থিত থাকবেন। স্থানীয় প্রশাসনের পক্ষ থেকে বলা হয়েছে, সাধারণ মানুষের ভোগান্তি কমাতে দ্রুত পদক্ষেপ নেওয়া হচ্ছে। এলাকাবাসী দীর্ঘদিন ধরে এ দাবি জানিয়ে আসছেন। বিশেষজ্ঞরা মনে করেন, সঠিক পরিকল্পনা ও সমন্বয়ের মাধ্যমে এ সমস্যার স্থায়ী সমাধান সম্ভব। [514,36,696,70]
headline: অধ্যাদেশ মেনে চুক্তি স্বাক্ষর [514,72,696,88]
article [344,806,508,895]
article [344,898,508,953]
article [344,1014,508,1178]
article [514,72,696,158]
article-body: সরকারের বিভিন্ন দপ্তরের কর্মকর্তারা জানান, বিষয়টি নিয়ে আগামী সপ্তাহে একটি বৈঠক অনুষ্ঠিত হবে। এতে সংশ্লিষ্ট মন্ত্রণালয়ের প্রতিনিধিরা উপস্থিত থাকবেন। স্থানীয় প্রশাসনের পক্ষ থেকে বলা হয়েছে, সাধারণ মানুষের ভোগান্তি কমাতে দ্রুত পদক্ষেপ নেওয়া হচ্ছে। এলাকাবাসী দীর্ঘদিন ধরে এ দাবি জানিয়ে আসছেন। বিশেষজ্ঞরা মনে করেন, সঠিক পরিকল্পনা ও সমন্বয়ের মাধ্যমে এ সমস্যার স্থায়ী সমাধান সম্ভব। সরকারের বিভিন্ন দপ্তরের কর্মকর্তারা জানান, বিষয়টি নিয়ে আগামী সপ্তাহে একটি বৈঠক অনুষ্ঠিত হবে। এতে সংশ্লিষ্ট মন্ত্রণালয়ের প্রতিনিধিরা উপস্থিত থাকবেন। স্থানীয় প্রশাসনের পক্ষ থেকে বলা হয়েছে, সাধারণ মানুষের ভোগান্তি কমাতে দ্রুত পদক্ষেপ নেওয়া হচ্ছে। এলাকাবাসী দীর্ঘদিন ধরে এ দাবি জানিয়ে আসছেন। বিশেষজ্ঞরা মনে করেন, সঠিক পরিকল্পনা ও সমন্বয়ের মাধ্যমে এ সমস্যার স্থায়ী সমাধান সম্ভব। সরকারের বিভিন্ন দপ্তরের কর্মকর্তারা জানান, বিষয়টি নিয়ে আগামী সপ্তাহে একটি বৈঠক অনুষ্ঠিত হবে। এতে সংশ্লিষ্ট মন্ত্রণালয়ের প্রতিনিধিরা উপস্থিত থাকবেন। স্থানীয় প্রশাসনের পক্ষ থেকে বলা হয়েছে, সাধারণ মানুষের ভোগান্তি কমাতে দ্রুত পদক্ষেপ নেওয়া হচ্ছে। এলাকাবাসী দীর্ঘদিন ধরে এ দাবি জানিয়ে আসছেন। বিশেষজ্ঞরা মনে করেন, সঠিক পরিকল্পনা ও সমন্বয়ের মাধ্যমে এ সমস্যার স্থায়ী সমাধান সম্ভব। [344,36,508,151]
headline: সাভারে তৃতীয় শ্রেণির [559,634,651,647]
article [514,515,696,631]
headline: ১০ লাখ চারা রোপণের [377,806,475,819]
article [178,921,338,1085]
headline: ডাল-তেল-ডিম [394,1013,458,1026]
column-1 [4,36,172,1510]
article [514,957,696,1073]
article-body: সরকারের বিভিন্ন দপ্তরের কর্মকর্তারা জানান, বিষয়টি নিয়ে আগামী সপ্তাহে একটি বৈঠক অনুষ্ঠিত হবে। এতে সংশ্লিষ্ট মন্ত্রণালয়ের প্রতিনিধিরা উপস্থিত থাকবেন। স্থানীয় প্রশাসনের পক্ষ থেকে বলা হয়েছে, সাধারণ মানুষের ভোগান্তি কমাতে দ্রুত পদক্ষেপ নেওয়া হচ্ছে। এলাকাবাসী দীর্ঘদিন ধরে এ দাবি জানিয়ে আসছেন। বিশেষজ্ঞরা মনে করেন, সঠিক পরিকল্পনা ও সমন্বয়ের মাধ্যমে এ সমস্যার স্থায়ী সমাধান সম্ভব। সরকারের বিভিন্ন দপ্তরের কর্মকর্তারা জানান, বিষয়টি নিয়ে আগামী সপ্তাহে একটি বৈঠক অনুষ্ঠিত হবে। এতে সংশ্লিষ্ট মন্ত্রণালয়ের প্রতিনিধিরা উপস্থিত থাকবেন। স্থানীয় প্রশাসনের পক্ষ থেকে বলা হয়েছে, সাধারণ মানুষের ভোগান্তি কমাতে দ্রুত পদক্ষেপ নেওয়া হচ্ছে। এলাকাবাসী দীর্ঘদিন ধরে এ দাবি জানিয়ে আসছেন। বিশেষজ্ঞরা মনে করেন, সঠিক পরিকল্পনা ও সমন্বয়ের মাধ্যমে এ সমস্যার স্থায়ী সমাধান সম্ভব। সরকারের বিভিন্ন দপ্তরের কর্মকর্তারা জানান, বিষয়টি নিয়ে আগামী সপ্তাহে একটি বৈঠক অনুষ্ঠিত হবে। এতে সংশ্লিষ্ট মন্ত্রণালয়ের প্রতিনিধিরা উপস্থিত থাকবেন। স্থানীয় প্রশাসনের পক্ষ থেকে বলা হয়েছে, সাধারণ মানুষের ভোগান্তি কমাতে দ্রুত পদক্ষেপ নেওয়া হচ্ছে। এলাকাবাসী দীর্ঘদিন ধরে এ দাবি জানিয়ে আসছেন। বিশেষজ্ঞরা মনে করেন, সঠিক পরিকল্পনা ও সমন্বয়ের মাধ্যমে এ সমস্যার স্থায়ী সমাধান সম্ভব। সরকারের বিভিন্ন দপ্তরের কর্মকর্তারা জানান, বিষয়টি নিয়ে আগামী সপ্তাহে একটি বৈঠক অনুষ্ঠিত হবে। এতে সংশ্লিষ্ট মন্ত্রণালয়ের প্রতিনিধিরা উপস্থিত থাকবেন। স্থানীয় প্রশাসনের পক্ষ থেকে বলা হয়েছে, সাধারণ মানুষের ভোগান্তি কমাতে দ্রুত পদক্ষেপ নেওয়া হচ্ছে। এলাকাবাসী দীর্ঘদিন ধরে এ দাবি জানিয়ে আসছেন। বিশেষজ্ঞরা মনে করেন, সঠিক পরিকল্পনা ও সমন্বয়ের মাধ্যমে এ সমস্যার স্থায়ী সমাধান সম্ভব। [178,934,338,1084]
article-body: সরকারের বিভিন্ন দপ্তরের কর্মকর্তারা জানান, বিষয়টি নিয়ে আগামী সপ্তাহে একটি বৈঠক অনুষ্ঠিত হবে। এতে সংশ্লিষ্ট মন্ত্রণালয়ের প্রতিনিধিরা উপস্থিত থাকবেন। স্থানীয় প্রশাসনের পক্ষ থেকে বলা হয়েছে, সাধারণ মানুষের ভোগান্তি কমাতে দ্রুত পদক্ষেপ নেওয়া হচ্ছে। এলাকাবাসী দীর্ঘদিন ধরে এ দাবি জানিয়ে আসছেন। বিশেষজ্ঞরা মনে করেন, সঠিক পরিকল্পনা ও সমন্বয়ের মাধ্যমে এ সমস্যার স্থায়ী সমাধান সম্ভব। সরকারের বিভিন্ন দপ্তরের কর্মকর্তারা জানান, বিষয়টি নিয়ে আগামী সপ্তাহে একটি বৈঠক অনুষ্ঠিত হবে। এতে সংশ্লিষ্ট মন্ত্রণালয়ের প্রতিনিধিরা উপস্থিত থাকবেন। স্থানীয় প্রশাসনের পক্ষ থেকে বলা হয়েছে, সাধারণ মানুষের ভোগান্তি কমাতে দ্রুত পদক্ষেপ নেওয়া হচ্ছে। এলাকাবাসী দীর্ঘদিন ধরে এ দাবি জানিয়ে আসছেন। বিশেষজ্ঞরা মনে করেন, সঠিক পরিকল্পনা ও সমন্বয়ের মাধ্যমে এ সমস্যার স্থায়ী সমাধান সম্ভব। সরকারের বিভিন্ন দপ্তরের কর্মকর্তারা জানান, বিষয়টি নিয়ে আগামী সপ্তাহে একটি বৈঠক অনুষ্ঠিত হবে। এতে সংশ্লিষ্ট মন্ত্রণালয়ের প্রতিনিধিরা উপস্থিত থাকবেন। স্থানীয় প্রশাসনের পক্ষ থেকে বলা হয়েছে, সাধারণ মানুষের ভোগান্তি কমাতে দ্রুত পদক্ষেপ নেওয়া হচ্ছে। এলাকাবাসী দীর্ঘদিন ধরে এ দাবি জানিয়ে আসছেন। বিশেষজ্ঞরা মনে করেন, সঠিক পরিকল্পনা ও সমন্বয়ের মাধ্যমে এ সমস্যার স্থায়ী সমাধান সম্ভব। [178,172,338,288]
article-body: সরকারের বিভিন্ন দপ্তরের কর্মকর্তারা জানান, বিষয়টি নিয়ে আগামী সপ্তাহে একটি বৈঠক অনুষ্ঠিত হবে। এতে সংশ্লিষ্ট মন্ত্রণালয়ের প্রতিনিধিরা উপস্থিত থাকবেন। স্থানীয় প্রশাসনের পক্ষ থেকে বলা হয়েছে, সাধারণ মানুষের ভোগান্তি কমাতে দ্রুত পদক্ষেপ নেওয়া হচ্ছে। এলাকাবাসী দীর্ঘদিন ধরে এ দাবি জানিয়ে আসছেন। বিশেষজ্ঞরা মনে করেন, সঠিক পরিকল্পনা ও সমন্বয়ের মাধ্যমে এ সমস্যার স্থায়ী সমাধান সম্ভব। সরকারের বিভিন্ন দপ্তরের কর্মকর্তারা জানান, বিষয়টি নিয়ে আগামী সপ্তাহে একটি বৈঠক অনুষ্ঠিত হবে। এতে সংশ্লিষ্ট মন্ত্রণালয়ের প্রতিনিধিরা উপস্থিত থাকবেন। স্থানীয় প্রশাসনের পক্ষ থেকে বলা হয়েছে, সাধারণ মানুষের ভোগান্তি কমাতে দ্রুত পদক্ষেপ নেওয়া হচ্ছে। এলাকাবাসী দীর্ঘদিন ধরে এ দাবি জানিয়ে আসছেন। বিশেষজ্ঞরা মনে করেন, সঠিক পরিকল্পনা ও সমন্বয়ের মাধ্যমে এ সমস্যার স্থায়ী সমাধান সম্ভব। সরকারের বিভিন্ন দপ্তরের কর্মকর্তারা জানান, বিষয়টি নিয়ে আগামী সপ্তাহে একটি বৈঠক অনুষ্ঠিত হবে। এতে সংশ্লিষ্ট মন্ত্রণালয়ের প্রতিনিধিরা উপস্থিত থাকবেন। স্থানীয় প্রশাসনের পক্ষ থেকে বলা হয়েছে, সাধারণ মানুষের ভোগান্তি কমাতে দ্রুত পদক্ষেপ নেওয়া হচ্ছে। এলাকাবাসী দীর্ঘদিন ধরে এ দাবি জানিয়ে আসছেন। বিশেষজ্ঞরা মনে করেন, সঠিক পরিকল্পনা ও সমন্বয়ের মাধ্যমে এ সমস্যার স্থায়ী সমাধান সম্ভব। [178,36,338,151]
article-body: সরকারের বিভিন্ন দপ্তরের কর্মকর্তারা জানান, বিষয়টি নিয়ে আগামী সপ্তাহে একটি বৈঠক অনুষ্ঠিত হবে। এতে সংশ্লিষ্ট মন্ত্রণালয়ের প্রতিনিধিরা উপস্থিত থাকবেন। স্থানীয় প্রশাসনের পক্ষ থেকে বলা হয়েছে, সাধারণ মানুষের ভোগান্তি কমাতে দ্রুত পদক্ষেপ নেওয়া হচ্ছে। এলাকাবাসী দীর্ঘদিন ধরে এ দাবি জানিয়ে আসছেন। বিশেষজ্ঞরা মনে করেন, সঠিক পরিকল্পনা ও সমন্বয়ের মাধ্যমে এ সমস্যার স্থায়ী সমাধান সম্ভব। [344,970,508,1011]
article [178,558,338,722]
newspaper-logo [452,4,692,30]
weekday: বুধবার [222,13,250,26]
article-body: সরকারের বিভিন্ন দপ্তরের কর্মকর্তারা জানান, বিষয়টি নিয়ে আগামী সপ্তাহে একটি বৈঠক অনুষ্ঠিত হবে। এতে সংশ্লিষ্ট মন্ত্রণালয়ের প্রতিনিধিরা উপস্থিত থাকবেন। স্থানীয় প্রশাসনের পক্ষ থেকে বলা হয়েছে, সাধারণ মানুষের ভোগান্তি কমাতে দ্রুত পদক্ষেপ নেওয়া হচ্ছে। এলাকাবাসী দীর্ঘদিন ধরে এ দাবি জানিয়ে আসছেন। বিশেষজ্ঞরা মনে করেন, সঠিক পরিকল্পনা ও সমন্বয়ের মাধ্যমে এ সমস্যার স্থায়ী সমাধান সম্ভব। সরকারের বিভিন্ন দপ্তরের কর্মকর্তারা জানান, বিষয়টি নিয়ে আগামী সপ্তাহে একটি বৈঠক অনুষ্ঠিত হবে। এতে সংশ্লিষ্ট মন্ত্রণালয়ের প্রতিনিধিরা উপস্থিত থাকবেন। স্থানীয় প্রশাসনের পক্ষ থেকে বলা হয়েছে, সাধারণ মানুষের ভোগান্তি কমাতে দ্রুত পদক্ষেপ নেওয়া হচ্ছে। এলাকাবাসী দীর্ঘদিন ধরে এ দাবি জানিয়ে আসছেন। বিশেষজ্ঞরা মনে করেন, সঠিক পরিকল্পনা ও সমন্বয়ের মাধ্যমে এ সমস্যার স্থায়ী সমাধান সম্ভব। [514,175,696,243]
headline: পুতনের গুলশানের [219,558,297,571]
column-rule [511,36,512,904]
article [4,767,172,1510]
headline: এই প্রথম সবাই মিলে [382,898,470,911]
article [344,956,508,1011]
article [178,426,338,556]
headline: দুর্নীতিতে নতুন দিগন্ত [37,766,139,781]
headline: অভিযুক্ত শিক্ষার্থীরা [565,957,645,970]
logo-prefix: দৈনিক [466,14,487,24]
divider [4,763,172,764]
headline: হজযাত্রীদের সমাধান [562,719,648,732]
article-body: সরকারের বিভিন্ন দপ্তরের কর্মকর্তারা জানান, বিষয়টি নিয়ে আগামী সপ্তাহে একটি বৈঠক অনুষ্ঠিত হবে। এতে সংশ্লিষ্ট মন্ত্রণালয়ের প্রতিনিধিরা উপস্থিত থাকবেন। স্থানীয় প্রশাসনের পক্ষ থেকে বলা হয়েছে, সাধারণ মানুষের ভোগান্তি কমাতে দ্রুত পদক্ষেপ নেওয়া হচ্ছে। এলাকাবাসী দীর্ঘদিন ধরে এ দাবি জানিয়ে আসছেন। বিশেষজ্ঞরা মনে করেন, সঠিক পরিকল্পনা ও সমন্বয়ের মাধ্যমে এ সমস্যার স্থায়ী সমাধান সম্ভব। সরকারের বিভিন্ন দপ্তরের কর্মকর্তারা জানান, বিষয়টি নিয়ে আগামী সপ্তাহে একটি বৈঠক অনুষ্ঠিত হবে। এতে সংশ্লিষ্ট মন্ত্রণালয়ের প্রতিনিধিরা উপস্থিত থাকবেন। স্থানীয় প্রশাসনের পক্ষ থেকে বলা হয়েছে, সাধারণ মানুষের ভোগান্তি কমাতে দ্রুত পদক্ষেপ নেওয়া হচ্ছে। এলাকাবাসী দীর্ঘদিন ধরে এ দাবি জানিয়ে আসছেন। বিশেষজ্ঞরা মনে করেন, সঠিক পরিকল্পনা ও সমন্বয়ের মাধ্যমে এ সমস্যার স্থায়ী সমাধান সম্ভব। [178,842,338,917]
article-body: সরকারের বিভিন্ন দপ্তরের কর্মকর্তারা জানান, বিষয়টি নিয়ে আগামী সপ্তাহে একটি বৈঠক অনুষ্ঠিত হবে। এতে সংশ্লিষ্ট মন্ত্রণালয়ের প্রতিনিধিরা উপস্থিত থাকবেন। স্থানীয় প্রশাসনের পক্ষ থেকে বলা হয়েছে, সাধারণ মানুষের ভোগান্তি কমাতে দ্রুত পদক্ষেপ নেওয়া হচ্ছে। এলাকাবাসী দীর্ঘদিন ধরে এ দাবি জানিয়ে আসছেন। বিশেষজ্ঞরা মনে করেন, সঠিক পরিকল্পনা ও সমন্বয়ের মাধ্যমে এ সমস্যার স্থায়ী সমাধান সম্ভব। সরকারের বিভিন্ন দপ্তরের কর্মকর্তারা জানান, বিষয়টি নিয়ে আগামী সপ্তাহে একটি বৈঠক অনুষ্ঠিত হবে। এতে সংশ্লিষ্ট মন্ত্রণালয়ের প্রতিনিধিরা উপস্থিত থাকবেন। স্থানীয় প্রশাসনের পক্ষ থেকে বলা হয়েছে, সাধারণ মানুষের ভোগান্তি কমাতে দ্রুত পদক্ষেপ নেওয়া হচ্ছে। এলাকাবাসী দীর্ঘদিন ধরে এ দাবি জানিয়ে আসছেন। বিশেষজ্ঞরা মনে করেন, সঠিক পরিকল্পনা ও সমন্বয়ের মাধ্যমে এ সমস্যার স্থায়ী সমাধান সম্ভব। সরকারের বিভিন্ন দপ্তরের কর্মকর্তারা জানান, বিষয়টি নিয়ে আগামী সপ্তাহে একটি বৈঠক অনুষ্ঠিত হবে। এতে সংশ্লিষ্ট মন্ত্রণালয়ের প্রতিনিধিরা উপস্থিত থাকবেন। স্থানীয় প্রশাসনের পক্ষ থেকে বলা হয়েছে, সাধারণ মানুষের ভোগান্তি কমাতে দ্রুত পদক্ষেপ নেওয়া হচ্ছে। এলাকাবাসী দীর্ঘদিন ধরে এ দাবি জানিয়ে আসছেন। বিশেষজ্ঞরা মনে করেন, সঠিক পরিকল্পনা ও সমন্বয়ের মাধ্যমে এ সমস্যার স্থায়ী সমাধান সম্ভব। [178,307,338,422]
article [344,674,508,804]
article-body: সরকারের বিভিন্ন দপ্তরের কর্মকর্তারা জানান, বিষয়টি নিয়ে আগামী সপ্তাহে একটি বৈঠক অনুষ্ঠিত হবে। এতে সংশ্লিষ্ট মন্ত্রণালয়ের প্রতিনিধিরা উপস্থিত থাকবেন। স্থানীয় প্রশাসনের পক্ষ থেকে বলা হয়েছে, সাধারণ মানুষের ভোগান্তি কমাতে দ্রুত পদক্ষেপ নেওয়া হচ্ছে। এলাকাবাসী দীর্ঘদিন ধরে এ দাবি জানিয়ে আসছেন। বিশেষজ্ঞরা মনে করেন, সঠিক পরিকল্পনা ও সমন্বয়ের মাধ্যমে এ সমস্যার স্থায়ী সমাধান সম্ভব। সরকারের বিভিন্ন দপ্তরের কর্মকর্তারা জানান, বিষয়টি নিয়ে আগামী সপ্তাহে একটি বৈঠক অনুষ্ঠিত হবে। এতে সংশ্লিষ্ট মন্ত্রণালয়ের প্রতিনিধিরা উপস্থিত থাকবেন। স্থানীয় প্রশাসনের পক্ষ থেকে বলা হয়েছে, সাধারণ মানুষের ভোগান্তি কমাতে দ্রুত পদক্ষেপ নেওয়া হচ্ছে। এলাকাবাসী দীর্ঘদিন ধরে এ দাবি জানিয়ে আসছেন। বিশেষজ্ঞরা মনে করেন, সঠিক পরিকল্পনা ও সমন্বয়ের মাধ্যমে এ সমস্যার স্থায়ী সমাধান সম্ভব। সরকারের বিভিন্ন দপ্তরের কর্মকর্তারা জানান, বিষয়টি নিয়ে আগামী সপ্তাহে একটি বৈঠক অনুষ্ঠিত হবে। এতে সংশ্লিষ্ট মন্ত্রণালয়ের প্রতিনিধিরা উপস্থিত থাকবেন। স্থানীয় প্রশাসনের পক্ষ থেকে বলা হয়েছে, সাধারণ মানুষের ভোগান্তি কমাতে দ্রুত পদক্ষেপ নেওয়া হচ্ছে। এলাকাবাসী দীর্ঘদিন ধরে এ দাবি জানিয়ে আসছেন। বিশেষজ্ঞরা মনে করেন, সঠিক পরিকল্পনা ও সমন্বয়ের মাধ্যমে এ সমস্যার স্থায়ী সমাধান সম্ভব। [178,439,338,555]
page-label: ২খবর [8,8,56,30]
article-body: সরকারের বিভিন্ন দপ্তরের কর্মকর্তারা জানান, বিষয়টি নিয়ে আগামী সপ্তাহে একটি বৈঠক অনুষ্ঠিত হবে। এতে সংশ্লিষ্ট মন্ত্রণালয়ের প্রতিনিধিরা উপস্থিত থাকবেন। স্থানীয় প্রশাসনের পক্ষ থেকে বলা হয়েছে, সাধারণ মানুষের ভোগান্তি কমাতে দ্রুত পদক্ষেপ নেওয়া হচ্ছে। এলাকাবাসী দীর্ঘদিন ধরে এ দাবি জানিয়ে আসছেন। বিশেষজ্ঞরা মনে করেন, সঠিক পরিকল্পনা ও সমন্বয়ের মাধ্যমে এ সমস্যার স্থায়ী সমাধান সম্ভব। সরকারের বিভিন্ন দপ্তরের কর্মকর্তারা জানান, বিষয়টি নিয়ে আগামী সপ্তাহে একটি বৈঠক অনুষ্ঠিত হবে। এতে সংশ্লিষ্ট মন্ত্রণালয়ের প্রতিনিধিরা উপস্থিত থাকবেন। স্থানীয় প্রশাসনের পক্ষ থেকে বলা হয়েছে, সাধারণ মানুষের ভোগান্তি কমাতে দ্রুত পদক্ষেপ নেওয়া হচ্ছে। এলাকাবাসী দীর্ঘদিন ধরে এ দাবি জানিয়ে আসছেন। বিশেষজ্ঞরা মনে করেন, সঠিক পরিকল্পনা ও সমন্বয়ের মাধ্যমে এ সমস্যার স্থায়ী সমাধান সম্ভব। [514,90,696,158]
headline: দ্বিতীয় স্ত্রী প্রাপ্তিযোগ [561,161,649,174]
article-body: সরকারের বিভিন্ন দপ্তরের কর্মকর্তারা জানান, বিষয়টি নিয়ে আগামী সপ্তাহে একটি বৈঠক অনুষ্ঠিত হবে। এতে সংশ্লিষ্ট মন্ত্রণালয়ের প্রতিনিধিরা উপস্থিত থাকবেন। স্থানীয় প্রশাসনের পক্ষ থেকে বলা হয়েছে, সাধারণ মানুষের ভোগান্তি কমাতে দ্রুত পদক্ষেপ নেওয়া হচ্ছে। এলাকাবাসী দীর্ঘদিন ধরে এ দাবি জানিয়ে আসছেন। বিশেষজ্ঞরা মনে করেন, সঠিক পরিকল্পনা ও সমন্বয়ের মাধ্যমে এ সমস্যার স্থায়ী সমাধান সম্ভব। সরকারের বিভিন্ন দপ্তরের কর্মকর্তারা জানান, বিষয়টি নিয়ে আগামী সপ্তাহে একটি বৈঠক অনুষ্ঠিত হবে। এতে সংশ্লিষ্ট মন্ত্রণালয়ের প্রতিনিধিরা উপস্থিত থাকবেন। স্থানীয় প্রশাসনের পক্ষ থেকে বলা হয়েছে, সাধারণ মানুষের ভোগান্তি কমাতে দ্রুত পদক্ষেপ নেওয়া হচ্ছে। এলাকাবাসী দীর্ঘদিন ধরে এ দাবি জানিয়ে আসছেন। বিশেষজ্ঞরা মনে করেন, সঠিক পরিকল্পনা ও সমন্বয়ের মাধ্যমে এ সমস্যার স্থায়ী সমাধান সম্ভব। সরকারের বিভিন্ন দপ্তরের কর্মকর্তারা জানান, বিষয়টি নিয়ে আগামী সপ্তাহে একটি বৈঠক অনুষ্ঠিত হবে। এতে সংশ্লিষ্ট মন্ত্রণালয়ের প্রতিনিধিরা উপস্থিত থাকবেন। স্থানীয় প্রশাসনের পক্ষ থেকে বলা হয়েছে, সাধারণ মানুষের ভোগান্তি কমাতে দ্রুত পদক্ষেপ নেওয়া হচ্ছে। এলাকাবাসী দীর্ঘদিন ধরে এ দাবি জানিয়ে আসছেন। বিশেষজ্ঞরা মনে করেন, সঠিক পরিকল্পনা ও সমন্বয়ের মাধ্যমে এ সমস্যার স্থায়ী সমাধান সম্ভব। [514,529,696,631]
article-body: সরকারের বিভিন্ন দপ্তরের কর্মকর্তারা জানান, বিষয়টি নিয়ে আগামী সপ্তাহে একটি বৈঠক অনুষ্ঠিত হবে। এতে সংশ্লিষ্ট মন্ত্রণালয়ের প্রতিনিধিরা উপস্থিত থাকবেন। স্থানীয় প্রশাসনের পক্ষ থেকে বলা হয়েছে, সাধারণ মানুষের ভোগান্তি কমাতে দ্রুত পদক্ষেপ নেওয়া হচ্ছে। এলাকাবাসী দীর্ঘদিন ধরে এ দাবি জানিয়ে আসছেন। বিশেষজ্ঞরা মনে করেন, সঠিক পরিকল্পনা ও সমন্বয়ের মাধ্যমে এ সমস্যার স্থায়ী সমাধান সম্ভব। সরকারের বিভিন্ন দপ্তরের কর্মকর্তারা জানান, বিষয়টি নিয়ে আগামী সপ্তাহে একটি বৈঠক অনুষ্ঠিত হবে। এতে সংশ্লিষ্ট মন্ত্রণালয়ের প্রতিনিধিরা উপস্থিত থাকবেন। স্থানীয় প্রশাসনের পক্ষ থেকে বলা হয়েছে, সাধারণ মানুষের ভোগান্তি কমাতে দ্রুত পদক্ষেপ নেওয়া হচ্ছে। এলাকাবাসী দীর্ঘদিন ধরে এ দাবি জানিয়ে আসছেন। বিশেষজ্ঞরা মনে করেন, সঠিক পরিকল্পনা ও সমন্বয়ের মাধ্যমে এ সমস্যার স্থায়ী সমাধান সম্ভব। সরকারের বিভিন্ন দপ্তরের কর্মকর্তারা জানান, বিষয়টি নিয়ে আগামী সপ্তাহে একটি বৈঠক অনুষ্ঠিত হবে। এতে সংশ্লিষ্ট মন্ত্রণালয়ের প্রতিনিধিরা উপস্থিত থাকবেন। স্থানীয় প্রশাসনের পক্ষ থেকে বলা হয়েছে, সাধারণ মানুষের ভোগান্তি কমাতে দ্রুত পদক্ষেপ নেওয়া হচ্ছে। এলাকাবাসী দীর্ঘদিন ধরে এ দাবি জানিয়ে আসছেন। বিশেষজ্ঞরা মনে করেন, সঠিক পরিকল্পনা ও সমন্বয়ের মাধ্যমে এ সমস্যার স্থায়ী সমাধান সম্ভব। সরকারের বিভিন্ন দপ্তরের কর্মকর্তারা জানান, বিষয়টি নিয়ে আগামী সপ্তাহে একটি বৈঠক অনুষ্ঠিত হবে। এতে সংশ্লিষ্ট মন্ত্রণালয়ের প্রতিনিধিরা উপস্থিত থাকবেন। স্থানীয় প্রশাসনের পক্ষ থেকে বলা হয়েছে, সাধারণ মানুষের ভোগান্তি কমাতে দ্রুত পদক্ষেপ নেওয়া হচ্ছে। এলাকাবাসী দীর্ঘদিন ধরে এ দাবি জানিয়ে আসছেন। বিশেষজ্ঞরা মনে করেন, সঠিক পরিকল্পনা ও সমন্বয়ের মাধ্যমে এ সমস্যার স্থায়ী সমাধান সম্ভব। সরকারের বিভিন্ন দপ্তরের কর্মকর্তারা জানান, বিষয়টি নিয়ে আগামী সপ্তাহে একটি বৈঠক অনুষ্ঠিত হবে। এতে সংশ্লিষ্ট মন্ত্রণালয়ের প্রতিনিধিরা উপস্থিত থাকবেন। স্থানীয় প্রশাসনের পক্ষ থেকে বলা হয়েছে, সাধারণ মানুষের ভোগান্তি কমাতে দ্রুত পদক্ষেপ নেওয়া হচ্ছে। এলাকাবাসী দীর্ঘদিন ধরে এ দাবি জানিয়ে আসছেন। বিশেষজ্ঞরা মনে করেন, সঠিক পরিকল্পনা ও সমন্বয়ের মাধ্যমে এ সমস্যার স্থায়ী সমাধান সম্ভব। সরকারের বিভিন্ন দপ্তরের কর্মকর্তারা জানান, বিষয়টি নিয়ে আগামী সপ্তাহে একটি বৈঠক অনুষ্ঠিত হবে। এতে সংশ্লিষ্ট মন্ত্রণালয়ের প্রতিনিধিরা উপস্থিত থাকবেন। স্থানীয় প্রশাসনের পক্ষ থেকে বলা হয়েছে, সাধারণ মানুষের ভোগান্তি কমাতে দ্রুত পদক্ষেপ নেওয়া হচ্ছে। এলাকাবাসী দীর্ঘদিন ধরে এ দাবি জানিয়ে আসছেন। বিশেষজ্ঞরা মনে করেন, সঠিক পরিকল্পনা ও সমন্বয়ের মাধ্যমে এ সমস্যার স্থায়ী সমাধান সম্ভব। সরকারের বিভিন্ন দপ্তরের কর্মকর্তারা জানান, বিষয়টি নিয়ে আগামী সপ্তাহে একটি বৈঠক অনুষ্ঠিত হবে। এতে সংশ্লিষ্ট মন্ত্রণালয়ের প্রতিনিধিরা উপস্থিত থাকবেন। স্থানীয় প্রশাসনের পক্ষ থেকে বলা হয়েছে, সাধারণ মানুষের ভোগান্তি কমাতে দ্রুত পদক্ষেপ নেওয়া হচ্ছে। এলাকাবাসী দীর্ঘদিন ধরে এ দাবি জানিয়ে আসছেন। বিশেষজ্ঞরা মনে করেন, সঠিক পরিকল্পনা ও সমন্বয়ের মাধ্যমে এ সমস্যার স্থায়ী সমাধান সম্ভব। সরকারের বিভিন্ন দপ্তরের কর্মকর্তারা জানান, বিষয়টি নিয়ে আগামী সপ্তাহে একটি বৈঠক অনুষ্ঠিত হবে। এতে সংশ্লিষ্ট মন্ত্রণালয়ের প্রতিনিধিরা উপস্থিত থাকবেন। স্থানীয় প্রশাসনের পক্ষ থেকে বলা হয়েছে, সাধারণ মানুষের ভোগান্তি কমাতে দ্রুত পদক্ষেপ নেওয়া হচ্ছে। এলাকাবাসী দীর্ঘদিন ধরে এ দাবি জানিয়ে আসছেন। বিশেষজ্ঞরা মনে করেন, সঠিক পরিকল্পনা ও সমন্বয়ের মাধ্যমে এ সমস্যার স্থায়ী সমাধান সম্ভব। সরকারের বিভিন্ন দপ্তরের কর্মকর্তারা জানান, বিষয়টি নিয়ে আগামী সপ্তাহে একটি বৈঠক অনুষ্ঠিত হবে। এতে সংশ্লিষ্ট মন্ত্রণালয়ের প্রতিনিধিরা উপস্থিত থাকবেন। স্থানীয় প্রশাসনের পক্ষ থেকে বলা হয়েছে, সাধারণ মানুষের ভোগান্তি কমাতে দ্রুত পদক্ষেপ নেওয়া হচ্ছে। এলাকাবাসী দীর্ঘদিন ধরে এ দাবি জানিয়ে আসছেন। বিশেষজ্ঞরা মনে করেন, সঠিক পরিকল্পনা ও সমন্বয়ের মাধ্যমে এ সমস্যার স্থায়ী সমাধান সম্ভব। সরকারের বিভিন্ন দপ্তরের কর্মকর্তারা জানান, বিষয়টি নিয়ে আগামী সপ্তাহে একটি বৈঠক অনুষ্ঠিত হবে। এতে সংশ্লিষ্ট মন্ত্রণালয়ের প্রতিনিধিরা উপস্থিত থাকবেন। স্থানীয় প্রশাসনের পক্ষ থেকে বলা হয়েছে, সাধারণ মানুষের ভোগান্তি কমাতে দ্রুত পদক্ষেপ নেওয়া হচ্ছে। এলাকাবাসী দীর্ঘদিন ধরে এ দাবি জানিয়ে আসছেন। বিশেষজ্ঞরা মনে করেন, সঠিক পরিকল্পনা ও সমন্বয়ের মাধ্যমে এ সমস্যার স্থায়ী সমাধান সম্ভব। সরকারের বিভিন্ন দপ্তরের কর্মকর্তারা জানান, বিষয়টি নিয়ে আগামী সপ্তাহে একটি বৈঠক অনুষ্ঠিত হবে। এতে সংশ্লিষ্ট মন্ত্রণালয়ের প্রতিনিধিরা উপস্থিত থাকবেন। স্থানীয় প্রশাসনের পক্ষ থেকে বলা হয়েছে, সাধারণ মানুষের ভোগান্তি কমাতে দ্রুত পদক্ষেপ নেওয়া হচ্ছে। এলাকাবাসী দীর্ঘদিন ধরে এ দাবি জানিয়ে আসছেন। বিশেষজ্ঞরা মনে করেন, সঠিক পরিকল্পনা ও সমন্বয়ের মাধ্যমে এ সমস্যার স্থায়ী সমাধান সম্ভব। সরকারের বিভিন্ন দপ্তরের কর্মকর্তারা জানান, বিষয়টি নিয়ে আগামী সপ্তাহে একটি বৈঠক অনুষ্ঠিত হবে। এতে সংশ্লিষ্ট মন্ত্রণালয়ের প্রতিনিধিরা উপস্থিত থাকবেন। স্থানীয় প্রশাসনের পক্ষ থেকে বলা হয়েছে, সাধারণ মানুষের ভোগান্তি কমাতে দ্রুত পদক্ষেপ নেওয়া হচ্ছে। এলাকাবাসী দীর্ঘদিন ধরে এ দাবি জানিয়ে আসছেন। বিশেষজ্ঞরা মনে করেন, সঠিক পরিকল্পনা ও সমন্বয়ের মাধ্যমে এ সমস্যার স্থায়ী সমাধান সম্ভব। সরকারের বিভিন্ন দপ্তরের কর্মকর্তারা জানান, বিষয়টি নিয়ে আগামী সপ্তাহে একটি বৈঠক অনুষ্ঠিত হবে। এতে সংশ্লিষ্ট মন্ত্রণালয়ের প্রতিনিধিরা উপস্থিত থাকবেন। স্থানীয় প্রশাসনের পক্ষ থেকে বলা হয়েছে, সাধারণ মানুষের ভোগান্তি কমাতে দ্রুত পদক্ষেপ নেওয়া হচ্ছে। এলাকাবাসী দীর্ঘদিন ধরে এ দাবি জানিয়ে আসছেন। বিশেষজ্ঞরা মনে করেন, সঠিক পরিকল্পনা ও সমন্বয়ের মাধ্যমে এ সমস্যার স্থায়ী সমাধান সম্ভব। সরকারের বিভিন্ন দপ্তরের কর্মকর্তারা জানান, বিষয়টি নিয়ে আগামী সপ্তাহে একটি বৈঠক অনুষ্ঠিত হবে। এতে সংশ্লিষ্ট মন্ত্রণালয়ের প্রতিনিধিরা উপস্থিত থাকবেন। স্থানীয় প্রশাসনের পক্ষ থেকে বলা হয়েছে, সাধারণ মানুষের ভোগান্তি কমাতে দ্রুত পদক্ষেপ নেওয়া হচ্ছে। এলাকাবাসী দীর্ঘদিন ধরে এ দাবি জানিয়ে আসছেন। বিশেষজ্ঞরা মনে করেন, সঠিক পরিকল্পনা ও সমন্বয়ের মাধ্যমে এ সমস্যার স্থায়ী সমাধান সম্ভব। [4,54,172,564]
article-body: সরকারের বিভিন্ন দপ্তরের কর্মকর্তারা জানান, বিষয়টি নিয়ে আগামী সপ্তাহে একটি বৈঠক অনুষ্ঠিত হবে। এতে সংশ্লিষ্ট মন্ত্রণালয়ের প্রতিনিধিরা উপস্থিত থাকবেন। স্থানীয় প্রশাসনের পক্ষ থেকে বলা হয়েছে, সাধারণ মানুষের ভোগান্তি কমাতে দ্রুত পদক্ষেপ নেওয়া হচ্ছে। এলাকাবাসী দীর্ঘদিন ধরে এ দাবি জানিয়ে আসছেন। বিশেষজ্ঞরা মনে করেন, সঠিক পরিকল্পনা ও সমন্বয়ের মাধ্যমে এ সমস্যার স্থায়ী সমাধান সম্ভব। সরকারের বিভিন্ন দপ্তরের কর্মকর্তারা জানান, বিষয়টি নিয়ে আগামী সপ্তাহে একটি বৈঠক অনুষ্ঠিত হবে। এতে সংশ্লিষ্ট মন্ত্রণালয়ের প্রতিনিধিরা উপস্থিত থাকবেন। স্থানীয় প্রশাসনের পক্ষ থেকে বলা হয়েছে, সাধারণ মানুষের ভোগান্তি কমাতে দ্রুত পদক্ষেপ নেওয়া হচ্ছে। এলাকাবাসী দীর্ঘদিন ধরে এ দাবি জানিয়ে আসছেন। বিশেষজ্ঞরা মনে করেন, সঠিক পরিকল্পনা ও সমন্বয়ের মাধ্যমে এ সমস্যার স্থায়ী সমাধান সম্ভব। সরকারের বিভিন্ন দপ্তরের কর্মকর্তারা জানান, বিষয়টি নিয়ে আগামী সপ্তাহে একটি বৈঠক অনুষ্ঠিত হবে। এতে সংশ্লিষ্ট মন্ত্রণালয়ের প্রতিনিধিরা উপস্থিত থাকবেন। স্থানীয় প্রশাসনের পক্ষ থেকে বলা হয়েছে, সাধারণ মানুষের ভোগান্তি কমাতে দ্রুত পদক্ষেপ নেওয়া হচ্ছে। এলাকাবাসী দীর্ঘদিন ধরে এ দাবি জানিয়ে আসছেন। বিশেষজ্ঞরা মনে করেন, সঠিক পরিকল্পনা ও সমন্বয়ের মাধ্যমে এ সমস্যার স্থায়ী সমাধান সম্ভব। [514,733,696,835]
article [178,725,338,814]
headline: শীতের পরিকল্পনা প্রস্তুত [209,425,307,438]
article-body: সরকারের বিভিন্ন দপ্তরের কর্মকর্তারা জানান, বিষয়টি নিয়ে আগামী সপ্তাহে একটি বৈঠক অনুষ্ঠিত হবে। এতে সংশ্লিষ্ট মন্ত্রণালয়ের প্রতিনিধিরা উপস্থিত থাকবেন। স্থানীয় প্রশাসনের পক্ষ থেকে বলা হয়েছে, সাধারণ মানুষের ভোগান্তি কমাতে দ্রুত পদক্ষেপ নেওয়া হচ্ছে। এলাকাবাসী দীর্ঘদিন ধরে এ দাবি জানিয়ে আসছেন। বিশেষজ্ঞরা মনে করেন, সঠিক পরিকল্পনা ও সমন্বয়ের মাধ্যমে এ সমস্যার স্থায়ী সমাধান সম্ভব। সরকারের বিভিন্ন দপ্তরের কর্মকর্তারা জানান, বিষয়টি নিয়ে আগামী সপ্তাহে একটি বৈঠক অনুষ্ঠিত হবে। এতে সংশ্লিষ্ট মন্ত্রণালয়ের প্রতিনিধিরা উপস্থিত থাকবেন। স্থানীয় প্রশাসনের পক্ষ থেকে বলা হয়েছে, সাধারণ মানুষের ভোগান্তি কমাতে দ্রুত পদক্ষেপ নেওয়া হচ্ছে। এলাকাবাসী দীর্ঘদিন ধরে এ দাবি জানিয়ে আসছেন। বিশেষজ্ঞরা মনে করেন, সঠিক পরিকল্পনা ও সমন্বয়ের মাধ্যমে এ সমস্যার স্থায়ী সমাধান সম্ভব। সরকারের বিভিন্ন দপ্তরের কর্মকর্তারা জানান, বিষয়টি নিয়ে আগামী সপ্তাহে একটি বৈঠক অনুষ্ঠিত হবে। এতে সংশ্লিষ্ট মন্ত্রণালয়ের প্রতিনিধিরা উপস্থিত থাকবেন। স্থানীয় প্রশাসনের পক্ষ থেকে বলা হয়েছে, সাধারণ মানুষের ভোগান্তি কমাতে দ্রুত পদক্ষেপ নেওয়া হচ্ছে। এলাকাবাসী দীর্ঘদিন ধরে এ দাবি জানিয়ে আসছেন। বিশেষজ্ঞরা মনে করেন, সঠিক পরিকল্পনা ও সমন্বয়ের মাধ্যমে এ সমস্যার স্থায়ী সমাধান সম্ভব। [344,555,508,671]
article [514,246,696,423]
headline: লিখিত পরীক্ষার ফল [178,291,338,305]
article-body: সরকারের বিভিন্ন দপ্তরের কর্মকর্তারা জানান, বিষয়টি নিয়ে আগামী সপ্তাহে একটি বৈঠক অনুষ্ঠিত হবে। এতে সংশ্লিষ্ট মন্ত্রণালয়ের প্রতিনিধিরা উপস্থিত থাকবেন। স্থানীয় প্রশাসনের পক্ষ থেকে বলা হয়েছে, সাধারণ মানুষের ভোগান্তি কমাতে দ্রুত পদক্ষেপ নেওয়া হচ্ছে। এলাকাবাসী দীর্ঘদিন ধরে এ দাবি জানিয়ে আসছেন। বিশেষজ্ঞরা মনে করেন, সঠিক পরিকল্পনা ও সমন্বয়ের মাধ্যমে এ সমস্যার স্থায়ী সমাধান সম্ভব। সরকারের বিভিন্ন দপ্তরের কর্মকর্তারা জানান, বিষয়টি নিয়ে আগামী সপ্তাহে একটি বৈঠক অনুষ্ঠিত হবে। এতে সংশ্লিষ্ট মন্ত্রণালয়ের প্রতিনিধিরা উপস্থিত থাকবেন। স্থানীয় প্রশাসনের পক্ষ থেকে বলা হয়েছে, সাধারণ মানুষের ভোগান্তি কমাতে দ্রুত পদক্ষেপ নেওয়া হচ্ছে। এলাকাবাসী দীর্ঘদিন ধরে এ দাবি জানিয়ে আসছেন। বিশেষজ্ঞরা মনে করেন, সঠিক পরিকল্পনা ও সমন্বয়ের মাধ্যমে এ সমস্যার স্থায়ী সমাধান সম্ভব। সরকারের বিভিন্ন দপ্তরের কর্মকর্তারা জানান, বিষয়টি নিয়ে আগামী সপ্তাহে একটি বৈঠক অনুষ্ঠিত হবে। এতে সংশ্লিষ্ট মন্ত্রণালয়ের প্রতিনিধিরা উপস্থিত থাকবেন। স্থানীয় প্রশাসনের পক্ষ থেকে বলা হয়েছে, সাধারণ মানুষের ভোগান্তি কমাতে দ্রুত পদক্ষেপ নেওয়া হচ্ছে। এলাকাবাসী দীর্ঘদিন ধরে এ দাবি জানিয়ে আসছেন। বিশেষজ্ঞরা মনে করেন, সঠিক পরিকল্পনা ও সমন্বয়ের মাধ্যমে এ সমস্যার স্থায়ী সমাধান সম্ভব। [344,687,508,803]
article-body: সরকারের বিভিন্ন দপ্তরের কর্মকর্তারা জানান, বিষয়টি নিয়ে আগামী সপ্তাহে একটি বৈঠক অনুষ্ঠিত হবে। এতে সংশ্লিষ্ট মন্ত্রণালয়ের প্রতিনিধিরা উপস্থিত থাকবেন। স্থানীয় প্রশাসনের পক্ষ থেকে বলা হয়েছে, সাধারণ মানুষের ভোগান্তি কমাতে দ্রুত পদক্ষেপ নেওয়া হচ্ছে। এলাকাবাসী দীর্ঘদিন ধরে এ দাবি জানিয়ে আসছেন। বিশেষজ্ঞরা মনে করেন, সঠিক পরিকল্পনা ও সমন্বয়ের মাধ্যমে এ সমস্যার স্থায়ী সমাধান সম্ভব। সরকারের বিভিন্ন দপ্তরের কর্মকর্তারা জানান, বিষয়টি নিয়ে আগামী সপ্তাহে একটি বৈঠক অনুষ্ঠিত হবে। এতে সংশ্লিষ্ট মন্ত্রণালয়ের প্রতিনিধিরা উপস্থিত থাকবেন। স্থানীয় প্রশাসনের পক্ষ থেকে বলা হয়েছে, সাধারণ মানুষের ভোগান্তি কমাতে দ্রুত পদক্ষেপ নেওয়া হচ্ছে। এলাকাবাসী দীর্ঘদিন ধরে এ দাবি জানিয়ে আসছেন। বিশেষজ্ঞরা মনে করেন, সঠিক পরিকল্পনা ও সমন্বয়ের মাধ্যমে এ সমস্যার স্থায়ী সমাধান সম্ভব। সরকারের বিভিন্ন দপ্তরের কর্মকর্তারা জানান, বিষয়টি নিয়ে আগামী সপ্তাহে একটি বৈঠক অনুষ্ঠিত হবে। এতে সংশ্লিষ্ট মন্ত্রণালয়ের প্রতিনিধিরা উপস্থিত থাকবেন। স্থানীয় প্রশাসনের পক্ষ থেকে বলা হয়েছে, সাধারণ মানুষের ভোগান্তি কমাতে দ্রুত পদক্ষেপ নেওয়া হচ্ছে। এলাকাবাসী দীর্ঘদিন ধরে এ দাবি জানিয়ে আসছেন। বিশেষজ্ঞরা মনে করেন, সঠিক পরিকল্পনা ও সমন্বয়ের মাধ্যমে এ সমস্যার স্থায়ী সমাধান সম্ভব। সরকারের বিভিন্ন দপ্তরের কর্মকর্তারা জানান, বিষয়টি নিয়ে আগামী সপ্তাহে একটি বৈঠক অনুষ্ঠিত হবে। এতে সংশ্লিষ্ট মন্ত্রণালয়ের প্রতিনিধিরা উপস্থিত থাকবেন। স্থানীয় প্রশাসনের পক্ষ থেকে বলা হয়েছে, সাধারণ মানুষের ভোগান্তি কমাতে দ্রুত পদক্ষেপ নেওয়া হচ্ছে। এলাকাবাসী দীর্ঘদিন ধরে এ দাবি জানিয়ে আসছেন। বিশেষজ্ঞরা মনে করেন, সঠিক পরিকল্পনা ও সমন্বয়ের মাধ্যমে এ সমস্যার স্থায়ী সমাধান সম্ভব। সরকারের বিভিন্ন দপ্তরের কর্মকর্তারা জানান, বিষয়টি নিয়ে আগামী সপ্তাহে একটি বৈঠক অনুষ্ঠিত হবে। এতে সংশ্লিষ্ট মন্ত্রণালয়ের প্রতিনিধিরা উপস্থিত থাকবেন। স্থানীয় প্রশাসনের পক্ষ থেকে বলা হয়েছে, সাধারণ মানুষের ভোগান্তি কমাতে দ্রুত পদক্ষেপ নেওয়া হচ্ছে। এলাকাবাসী দীর্ঘদিন ধরে এ দাবি জানিয়ে আসছেন। বিশেষজ্ঞরা মনে করেন, সঠিক পরিকল্পনা ও সমন্বয়ের মাধ্যমে এ সমস্যার স্থায়ী সমাধান সম্ভব। [344,354,508,538]
article [4,572,172,699]
article [514,634,696,716]
date-english: ৩০ এপ্রিল ২০২৫ [310,6,367,15]
article [514,426,696,512]
divider [344,155,508,156]
article-body: সরকারের বিভিন্ন দপ্তরের কর্মকর্তারা জানান, বিষয়টি নিয়ে আগামী সপ্তাহে একটি বৈঠক অনুষ্ঠিত হবে। এতে সংশ্লিষ্ট মন্ত্রণালয়ের প্রতিনিধিরা উপস্থিত থাকবেন। স্থানীয় প্রশাসনের পক্ষ থেকে বলা হয়েছে, সাধারণ মানুষের ভোগান্তি কমাতে দ্রুত পদক্ষেপ নেওয়া হচ্ছে। এলাকাবাসী দীর্ঘদিন ধরে এ দাবি জানিয়ে আসছেন। বিশেষজ্ঞরা মনে করেন, সঠিক পরিকল্পনা ও সমন্বয়ের মাধ্যমে এ সমস্যার স্থায়ী সমাধান সম্ভব। সরকারের বিভিন্ন দপ্তরের কর্মকর্তারা জানান, বিষয়টি নিয়ে আগামী সপ্তাহে একটি বৈঠক অনুষ্ঠিত হবে। এতে সংশ্লিষ্ট মন্ত্রণালয়ের প্রতিনিধিরা উপস্থিত থাকবেন। স্থানীয় প্রশাসনের পক্ষ থেকে বলা হয়েছে, সাধারণ মানুষের ভোগান্তি কমাতে দ্রুত পদক্ষেপ নেওয়া হচ্ছে। এলাকাবাসী দীর্ঘদিন ধরে এ দাবি জানিয়ে আসছেন। বিশেষজ্ঞরা মনে করেন, সঠিক পরিকল্পনা ও সমন্বয়ের মাধ্যমে এ সমস্যার স্থায়ী সমাধান সম্ভব। সরকারের বিভিন্ন দপ্তরের কর্মকর্তারা জানান, বিষয়টি নিয়ে আগামী সপ্তাহে একটি বৈঠক অনুষ্ঠিত হবে। এতে সংশ্লিষ্ট মন্ত্রণালয়ের প্রতিনিধিরা উপস্থিত থাকবেন। স্থানীয় প্রশাসনের পক্ষ থেকে বলা হয়েছে, সাধারণ মানুষের ভোগান্তি কমাতে দ্রুত পদক্ষেপ নেওয়া হচ্ছে। এলাকাবাসী দীর্ঘদিন ধরে এ দাবি জানিয়ে আসছেন। বিশেষজ্ঞরা মনে করেন, সঠিক পরিকল্পনা ও সমন্বয়ের মাধ্যমে এ সমস্যার স্থায়ী সমাধান সম্ভব। [514,971,696,1073]
article-body: সরকারের বিভিন্ন দপ্তরের কর্মকর্তারা জানান, বিষয়টি নিয়ে আগামী সপ্তাহে একটি বৈঠক অনুষ্ঠিত হবে। এতে সংশ্লিষ্ট মন্ত্রণালয়ের প্রতিনিধিরা উপস্থিত থাকবেন। স্থানীয় প্রশাসনের পক্ষ থেকে বলা হয়েছে, সাধারণ মানুষের ভোগান্তি কমাতে দ্রুত পদক্ষেপ নেওয়া হচ্ছে। এলাকাবাসী দীর্ঘদিন ধরে এ দাবি জানিয়ে আসছেন। বিশেষজ্ঞরা মনে করেন, সঠিক পরিকল্পনা ও সমন্বয়ের মাধ্যমে এ সমস্যার স্থায়ী সমাধান সম্ভব। সরকারের বিভিন্ন দপ্তরের কর্মকর্তারা জানান, বিষয়টি নিয়ে আগামী সপ্তাহে একটি বৈঠক অনুষ্ঠিত হবে। এতে সংশ্লিষ্ট মন্ত্রণালয়ের প্রতিনিধিরা উপস্থিত থাকবেন। স্থানীয় প্রশাসনের পক্ষ থেকে বলা হয়েছে, সাধারণ মানুষের ভোগান্তি কমাতে দ্রুত পদক্ষেপ নেওয়া হচ্ছে। এলাকাবাসী দীর্ঘদিন ধরে এ দাবি জানিয়ে আসছেন। বিশেষজ্ঞরা মনে করেন, সঠিক পরিকল্পনা ও সমন্বয়ের মাধ্যমে এ সমস্যার স্থায়ী সমাধান সম্ভব। সরকারের বিভিন্ন দপ্তরের কর্মকর্তারা জানান, বিষয়টি নিয়ে আগামী সপ্তাহে একটি বৈঠক অনুষ্ঠিত হবে। এতে সংশ্লিষ্ট মন্ত্রণালয়ের প্রতিনিধিরা উপস্থিত থাকবেন। স্থানীয় প্রশাসনের পক্ষ থেকে বলা হয়েছে, সাধারণ মানুষের ভোগান্তি কমাতে দ্রুত পদক্ষেপ নেওয়া হচ্ছে। এলাকাবাসী দীর্ঘদিন ধরে এ দাবি জানিয়ে আসছেন। বিশেষজ্ঞরা মনে করেন, সঠিক পরিকল্পনা ও সমন্বয়ের মাধ্যমে এ সমস্যার স্থায়ী সমাধান সম্ভব। সরকারের বিভিন্ন দপ্তরের কর্মকর্তারা জানান, বিষয়টি নিয়ে আগামী সপ্তাহে একটি বৈঠক অনুষ্ঠিত হবে। এতে সংশ্লিষ্ট মন্ত্রণালয়ের প্রতিনিধিরা উপস্থিত থাকবেন। স্থানীয় প্রশাসনের পক্ষ থেকে বলা হয়েছে, সাধারণ মানুষের ভোগান্তি কমাতে দ্রুত পদক্ষেপ নেওয়া হচ্ছে। এলাকাবাসী দীর্ঘদিন ধরে এ দাবি জানিয়ে আসছেন। বিশেষজ্ঞরা মনে করেন, সঠিক পরিকল্পনা ও সমন্বয়ের মাধ্যমে এ সমস্যার স্থায়ী সমাধান সম্ভব। সরকারের বিভিন্ন দপ্তরের কর্মকর্তারা জানান, বিষয়টি নিয়ে আগামী সপ্তাহে একটি বৈঠক অনুষ্ঠিত হবে। এতে সংশ্লিষ্ট মন্ত্রণালয়ের প্রতিনিধিরা উপস্থিত থাকবেন। স্থানীয় প্রশাসনের পক্ষ থেকে বলা হয়েছে, সাধারণ মানুষের ভোগান্তি কমাতে দ্রুত পদক্ষেপ নেওয়া হচ্ছে। এলাকাবাসী দীর্ঘদিন ধরে এ দাবি জানিয়ে আসছেন। বিশেষজ্ঞরা মনে করেন, সঠিক পরিকল্পনা ও সমন্বয়ের মাধ্যমে এ সমস্যার স্থায়ী সমাধান সম্ভব। [514,260,696,423]
headline: প্রশ্নপত্র কমাতে [395,673,457,686]
headline: প্রবাসীদের অবস্থা [222,1087,294,1100]
article [178,1087,338,1176]
headline: রিমান্ড শেষে কারাগারে [558,838,652,851]
